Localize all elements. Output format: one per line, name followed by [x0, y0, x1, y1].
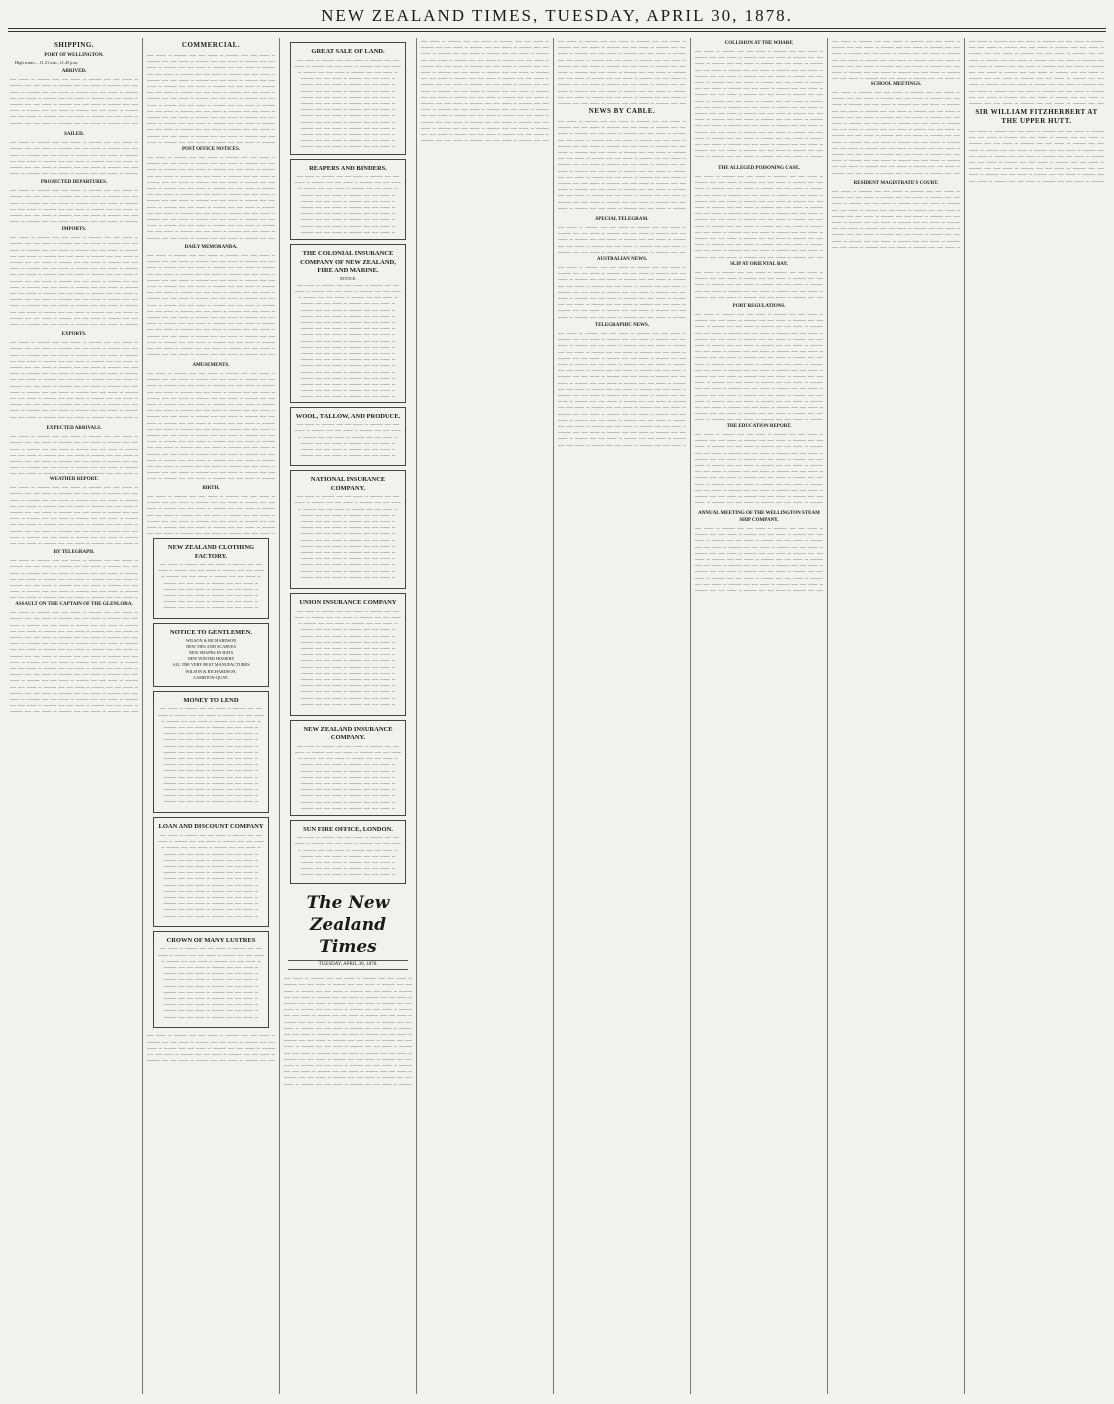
filler-text: ▬▬ ▬▬▬ ▬ ▬▬▬▬ ▬▬ ▬▬ ▬▬▬ ▬ ▬▬▬▬ ▬▬ ▬▬ ▬▬▬ ▬ ▬▬▬▬ ▬▬ ▬▬ ▬▬▬ ▬ ▬▬▬▬ ▬▬ ▬▬ ▬▬▬ ▬ ▬▬▬▬ ▬▬ ▬▬ ▬▬▬ ▬ ▬▬▬▬ ▬▬ ▬▬ ▬▬▬ ▬ ▬▬▬▬ ▬▬ ▬▬ ▬▬▬ ▬ ▬▬▬▬ ▬▬ ▬▬ ▬▬▬ ▬ ▬▬▬▬ ▬▬ ▬▬ ▬▬▬ ▬ ▬▬▬▬ ▬▬ ▬▬ ▬▬▬ ▬ ▬▬▬▬ ▬▬ ▬▬ ▬▬▬ ▬ ▬▬▬▬ ▬▬ ▬▬ ▬▬▬ ▬ ▬▬▬▬ ▬▬ ▬▬ ▬▬▬ ▬ ▬▬▬▬ ▬▬ ▬▬ ▬▬▬ ▬ ▬▬▬▬ ▬▬ ▬▬ ▬▬▬ ▬ ▬▬▬▬ ▬▬ ▬▬ ▬▬▬ ▬ ▬▬▬▬ ▬▬ ▬▬ ▬▬▬ ▬ ▬▬▬▬ ▬▬ ▬▬ ▬▬▬ ▬ ▬▬▬▬ ▬▬ ▬▬ ▬▬▬ ▬ ▬▬▬▬ ▬▬ ▬▬ ▬▬▬ ▬ ▬▬▬▬ ▬▬ ▬▬ ▬▬▬ ▬ ▬▬▬▬ ▬▬ ▬▬ ▬▬▬ ▬ ▬▬▬▬ ▬▬ ▬▬ ▬▬▬ ▬ ▬▬▬▬ ▬▬ ▬▬ ▬▬▬ ▬ ▬▬▬▬ ▬▬ ▬▬ ▬▬▬ ▬ ▬▬▬▬ ▬▬ ▬▬ ▬▬▬ ▬: [832, 189, 960, 249]
filler-text: ▬▬ ▬▬▬ ▬ ▬▬▬▬ ▬▬ ▬▬ ▬▬▬ ▬ ▬▬▬▬ ▬▬ ▬▬ ▬▬▬ ▬ ▬▬▬▬ ▬▬ ▬▬ ▬▬▬ ▬ ▬▬▬▬ ▬▬ ▬▬ ▬▬▬ ▬ ▬▬▬▬ ▬▬ ▬▬ ▬▬▬ ▬ ▬▬▬▬ ▬▬ ▬▬ ▬▬▬ ▬ ▬▬▬▬ ▬▬ ▬▬ ▬▬▬ ▬ ▬▬▬▬ ▬▬ ▬▬ ▬▬▬ ▬ ▬▬▬▬ ▬▬ ▬▬ ▬▬▬ ▬ ▬▬▬▬ ▬▬ ▬▬ ▬▬▬ ▬ ▬▬▬▬ ▬▬ ▬▬ ▬▬▬ ▬ ▬▬▬▬ ▬▬ ▬▬ ▬▬▬ ▬ ▬▬▬▬ ▬▬ ▬▬ ▬▬▬ ▬ ▬▬▬▬ ▬▬ ▬▬ ▬▬▬ ▬ ▬▬▬▬ ▬▬ ▬▬ ▬▬▬ ▬ ▬▬▬▬ ▬▬ ▬▬ ▬▬▬ ▬ ▬▬▬▬ ▬▬ ▬▬ ▬▬▬ ▬ ▬▬▬▬ ▬▬ ▬▬ ▬▬▬ ▬ ▬▬▬▬ ▬▬ ▬▬ ▬▬▬ ▬ ▬▬▬▬ ▬▬ ▬▬ ▬▬▬ ▬: [295, 174, 401, 234]
shipping-heading: SHIPPING.: [53, 41, 95, 49]
filler-text: ▬▬ ▬▬▬ ▬ ▬▬▬▬ ▬▬ ▬▬ ▬▬▬ ▬ ▬▬▬▬ ▬▬ ▬▬ ▬▬▬ ▬ ▬▬▬▬ ▬▬ ▬▬ ▬▬▬ ▬ ▬▬▬▬ ▬▬ ▬▬ ▬▬▬ ▬ ▬▬▬▬ ▬▬ ▬▬ ▬▬▬ ▬ ▬▬▬▬ ▬▬ ▬▬ ▬▬▬ ▬ ▬▬▬▬ ▬▬ ▬▬ ▬▬▬ ▬ ▬▬▬▬ ▬▬ ▬▬ ▬▬▬ ▬ ▬▬▬▬ ▬▬ ▬▬ ▬▬▬ ▬ ▬▬▬▬ ▬▬ ▬▬ ▬▬▬ ▬ ▬▬▬▬ ▬▬ ▬▬ ▬▬▬ ▬ ▬▬▬▬ ▬▬ ▬▬ ▬▬▬ ▬ ▬▬▬▬ ▬▬ ▬▬ ▬▬▬ ▬ ▬▬▬▬ ▬▬ ▬▬ ▬▬▬ ▬ ▬▬▬▬ ▬▬ ▬▬ ▬▬▬ ▬ ▬▬▬▬ ▬▬ ▬▬ ▬▬▬ ▬ ▬▬▬▬ ▬▬ ▬▬ ▬▬▬ ▬ ▬▬▬▬ ▬▬ ▬▬ ▬▬▬ ▬ ▬▬▬▬ ▬▬ ▬▬ ▬▬▬ ▬ ▬▬▬▬ ▬▬ ▬▬ ▬▬▬ ▬ ▬▬▬▬ ▬▬ ▬▬ ▬▬▬ ▬ ▬▬▬▬ ▬▬ ▬▬ ▬▬▬ ▬ ▬▬▬▬ ▬▬ ▬▬ ▬▬▬ ▬ ▬▬▬▬ ▬▬ ▬▬ ▬▬▬ ▬ ▬▬▬▬ ▬▬ ▬▬ ▬▬▬ ▬ ▬▬▬▬ ▬▬ ▬▬ ▬▬▬ ▬ ▬▬▬▬ ▬▬ ▬▬ ▬▬▬ ▬ ▬▬▬▬ ▬▬ ▬▬ ▬▬▬ ▬ ▬▬▬▬ ▬▬ ▬▬ ▬▬▬ ▬ ▬▬▬▬ ▬▬ ▬▬ ▬▬▬ ▬ ▬▬▬▬ ▬▬ ▬▬ ▬▬▬ ▬ ▬▬▬▬ ▬▬ ▬▬ ▬▬▬ ▬ ▬▬▬▬ ▬▬ ▬▬ ▬▬▬ ▬ ▬▬▬▬ ▬▬ ▬▬ ▬▬▬ ▬ ▬▬▬▬ ▬▬ ▬▬ ▬▬▬ ▬ ▬▬▬▬ ▬▬ ▬▬ ▬▬▬ ▬ ▬▬▬▬ ▬▬ ▬▬ ▬▬▬ ▬ ▬▬▬▬ ▬▬ ▬▬ ▬▬▬ ▬ ▬▬▬▬ ▬▬ ▬▬ ▬▬▬ ▬ ▬▬▬▬ ▬▬ ▬▬ ▬▬▬ ▬ ▬▬▬▬ ▬▬ ▬▬ ▬▬▬ ▬ ▬▬▬▬ ▬▬ ▬▬ ▬▬▬ ▬ ▬▬▬▬ ▬▬ ▬▬ ▬▬▬ ▬ ▬▬▬▬ ▬▬ ▬▬ ▬▬▬ ▬ ▬▬▬▬ ▬▬ ▬▬: [147, 253, 275, 357]
crown-lustres-ad: [153, 931, 269, 1029]
column-political: [969, 38, 1104, 1394]
filler-text: ▬▬ ▬▬▬ ▬ ▬▬▬▬ ▬▬ ▬▬ ▬▬▬ ▬ ▬▬▬▬ ▬▬ ▬▬ ▬▬▬ ▬ ▬▬▬▬ ▬▬ ▬▬ ▬▬▬ ▬ ▬▬▬▬ ▬▬ ▬▬ ▬▬▬ ▬ ▬▬▬▬ ▬▬ ▬▬ ▬▬▬ ▬ ▬▬▬▬ ▬▬ ▬▬ ▬▬▬ ▬ ▬▬▬▬ ▬▬ ▬▬ ▬▬▬ ▬ ▬▬▬▬ ▬▬ ▬▬ ▬▬▬ ▬ ▬▬▬▬ ▬▬ ▬▬ ▬▬▬ ▬ ▬▬▬▬ ▬▬ ▬▬ ▬▬▬ ▬ ▬▬▬▬ ▬▬ ▬▬ ▬▬▬ ▬ ▬▬▬▬ ▬▬ ▬▬ ▬▬▬ ▬ ▬▬▬▬ ▬▬ ▬▬ ▬▬▬ ▬ ▬▬▬▬ ▬▬ ▬▬ ▬▬▬ ▬ ▬▬▬▬ ▬▬ ▬▬ ▬▬▬ ▬ ▬▬▬▬ ▬▬ ▬▬ ▬▬▬ ▬ ▬▬▬▬ ▬▬ ▬▬ ▬▬▬ ▬ ▬▬▬▬ ▬▬ ▬▬ ▬▬▬ ▬ ▬▬▬▬ ▬▬ ▬▬ ▬▬▬ ▬ ▬▬▬▬ ▬▬ ▬▬ ▬▬▬ ▬ ▬▬▬▬ ▬▬ ▬▬ ▬▬▬ ▬ ▬▬▬▬ ▬▬ ▬▬ ▬▬▬ ▬: [295, 743, 401, 810]
ad-title: WOOL, TALLOW, AND PRODUCE.: [295, 412, 401, 420]
filler-text: ▬▬ ▬▬▬ ▬ ▬▬▬▬ ▬▬ ▬▬ ▬▬▬ ▬ ▬▬▬▬ ▬▬ ▬▬ ▬▬▬ ▬ ▬▬▬▬ ▬▬ ▬▬ ▬▬▬ ▬ ▬▬▬▬ ▬▬ ▬▬ ▬▬▬ ▬ ▬▬▬▬ ▬▬ ▬▬ ▬▬▬ ▬ ▬▬▬▬ ▬▬ ▬▬ ▬▬▬ ▬ ▬▬▬▬ ▬▬ ▬▬ ▬▬▬ ▬ ▬▬▬▬ ▬▬ ▬▬ ▬▬▬ ▬ ▬▬▬▬ ▬▬ ▬▬ ▬▬▬ ▬ ▬▬▬▬ ▬▬ ▬▬ ▬▬▬ ▬ ▬▬▬▬ ▬▬ ▬▬ ▬▬▬ ▬ ▬▬▬▬ ▬▬ ▬▬ ▬▬▬ ▬ ▬▬▬▬ ▬▬ ▬▬: [558, 225, 686, 254]
filler-text: ▬▬ ▬▬▬ ▬ ▬▬▬▬ ▬▬ ▬▬ ▬▬▬ ▬ ▬▬▬▬ ▬▬ ▬▬ ▬▬▬ ▬ ▬▬▬▬ ▬▬ ▬▬ ▬▬▬ ▬ ▬▬▬▬ ▬▬ ▬▬ ▬▬▬ ▬ ▬▬▬▬ ▬▬ ▬▬ ▬▬▬ ▬ ▬▬▬▬ ▬▬ ▬▬ ▬▬▬ ▬ ▬▬▬▬ ▬▬ ▬▬ ▬▬▬ ▬ ▬▬▬▬ ▬▬ ▬▬ ▬▬▬ ▬ ▬▬▬▬ ▬▬ ▬▬ ▬▬▬ ▬ ▬▬▬▬ ▬▬ ▬▬ ▬▬▬ ▬ ▬▬▬▬ ▬▬ ▬▬ ▬▬▬ ▬ ▬▬▬▬ ▬▬ ▬▬ ▬▬▬ ▬ ▬▬▬▬ ▬▬ ▬▬ ▬▬▬ ▬ ▬▬▬▬ ▬▬ ▬▬ ▬▬▬ ▬ ▬▬▬▬ ▬▬ ▬▬ ▬▬▬ ▬ ▬▬▬▬ ▬▬ ▬▬ ▬▬▬ ▬ ▬▬▬▬ ▬▬ ▬▬ ▬▬▬ ▬ ▬▬▬▬ ▬▬ ▬▬ ▬▬▬ ▬ ▬▬▬▬ ▬▬ ▬▬ ▬▬▬ ▬ ▬▬▬▬ ▬▬ ▬▬ ▬▬▬ ▬ ▬▬▬▬ ▬▬ ▬▬ ▬▬▬ ▬ ▬▬▬▬ ▬▬ ▬▬ ▬▬▬ ▬ ▬▬▬▬ ▬▬ ▬▬ ▬▬▬ ▬ ▬▬▬▬ ▬▬ ▬▬ ▬▬▬ ▬ ▬▬▬▬ ▬▬ ▬▬ ▬▬▬ ▬ ▬▬▬▬ ▬▬ ▬▬ ▬▬▬ ▬ ▬▬▬▬ ▬▬ ▬▬ ▬▬▬ ▬ ▬▬▬▬ ▬▬ ▬▬ ▬▬▬ ▬ ▬▬▬▬ ▬▬ ▬▬ ▬▬▬ ▬ ▬▬▬▬ ▬▬ ▬▬ ▬▬▬ ▬ ▬▬▬▬ ▬▬ ▬▬ ▬▬▬ ▬ ▬▬▬▬ ▬▬ ▬▬ ▬▬▬ ▬ ▬▬▬▬ ▬▬ ▬▬ ▬▬▬ ▬ ▬▬▬▬ ▬▬ ▬▬ ▬▬▬ ▬ ▬▬▬▬ ▬▬ ▬▬ ▬▬▬ ▬ ▬▬▬▬ ▬▬ ▬▬ ▬▬▬ ▬ ▬▬▬▬ ▬▬ ▬▬ ▬▬▬ ▬ ▬▬▬▬ ▬▬ ▬▬ ▬▬▬ ▬ ▬▬▬▬ ▬▬ ▬▬ ▬▬▬ ▬ ▬▬▬▬ ▬▬ ▬▬ ▬▬▬ ▬ ▬▬▬▬ ▬▬ ▬▬ ▬▬▬ ▬ ▬▬▬▬ ▬▬ ▬▬ ▬▬▬ ▬ ▬▬▬▬ ▬▬ ▬▬ ▬▬▬ ▬ ▬▬▬▬ ▬▬ ▬▬ ▬▬▬ ▬ ▬▬▬▬ ▬▬ ▬▬: [421, 39, 549, 143]
filler-text: ▬▬ ▬▬▬ ▬ ▬▬▬▬ ▬▬ ▬▬ ▬▬▬ ▬ ▬▬▬▬ ▬▬ ▬▬ ▬▬▬ ▬ ▬▬▬▬ ▬▬ ▬▬ ▬▬▬ ▬ ▬▬▬▬ ▬▬ ▬▬ ▬▬▬ ▬ ▬▬▬▬ ▬▬ ▬▬ ▬▬▬ ▬ ▬▬▬▬ ▬▬ ▬▬ ▬▬▬ ▬ ▬▬▬▬ ▬▬ ▬▬ ▬▬▬ ▬ ▬▬▬▬ ▬▬ ▬▬ ▬▬▬ ▬ ▬▬▬▬ ▬▬ ▬▬ ▬▬▬ ▬ ▬▬▬▬ ▬▬ ▬▬ ▬▬▬ ▬ ▬▬▬▬ ▬▬ ▬▬ ▬▬▬ ▬ ▬▬▬▬ ▬▬ ▬▬ ▬▬▬ ▬ ▬▬▬▬ ▬▬ ▬▬ ▬▬▬ ▬ ▬▬▬▬ ▬▬ ▬▬ ▬▬▬ ▬ ▬▬▬▬ ▬▬ ▬▬ ▬▬▬ ▬ ▬▬▬▬ ▬▬ ▬▬ ▬▬▬ ▬ ▬▬▬▬ ▬▬ ▬▬ ▬▬▬ ▬ ▬▬▬▬ ▬▬ ▬▬ ▬▬▬ ▬ ▬▬▬▬ ▬▬ ▬▬ ▬▬▬ ▬ ▬▬▬▬ ▬▬ ▬▬ ▬▬▬ ▬ ▬▬▬▬ ▬▬ ▬▬ ▬▬▬ ▬ ▬▬▬▬ ▬▬ ▬▬ ▬▬▬ ▬ ▬▬▬▬ ▬▬ ▬▬ ▬▬▬ ▬ ▬▬▬▬ ▬▬ ▬▬ ▬▬▬ ▬ ▬▬▬▬ ▬▬ ▬▬ ▬▬▬ ▬ ▬▬▬▬ ▬▬ ▬▬ ▬▬▬ ▬ ▬▬▬▬ ▬▬ ▬▬ ▬▬▬ ▬ ▬▬▬▬ ▬▬ ▬▬ ▬▬▬ ▬ ▬▬▬▬ ▬▬ ▬▬ ▬▬▬ ▬ ▬▬▬▬ ▬▬ ▬▬ ▬▬▬ ▬ ▬▬▬▬ ▬▬ ▬▬ ▬▬▬ ▬ ▬▬▬▬ ▬▬ ▬▬ ▬▬▬ ▬ ▬▬▬▬ ▬▬ ▬▬ ▬▬▬ ▬ ▬▬▬▬ ▬▬ ▬▬ ▬▬▬ ▬ ▬▬▬▬ ▬▬ ▬▬ ▬▬▬ ▬ ▬▬▬▬ ▬▬ ▬▬ ▬▬▬ ▬ ▬▬▬▬ ▬▬ ▬▬ ▬▬▬ ▬ ▬▬▬▬ ▬▬ ▬▬ ▬▬▬ ▬ ▬▬▬▬ ▬▬ ▬▬ ▬▬▬ ▬ ▬▬▬▬ ▬▬ ▬▬ ▬▬▬ ▬ ▬▬▬▬ ▬▬ ▬▬ ▬▬▬ ▬ ▬▬▬▬ ▬▬ ▬▬ ▬▬▬ ▬ ▬▬▬▬ ▬▬ ▬▬ ▬▬▬ ▬ ▬▬▬▬ ▬▬ ▬▬ ▬▬▬ ▬ ▬▬▬▬ ▬▬ ▬▬ ▬▬▬ ▬ ▬▬▬▬ ▬▬ ▬▬ ▬▬▬ ▬ ▬▬▬▬ ▬▬ ▬▬ ▬▬▬ ▬ ▬▬▬▬: [147, 371, 275, 481]
ad-title: REAPERS AND BINDERS.: [309, 164, 387, 172]
filler-text: ▬▬ ▬▬▬ ▬ ▬▬▬▬ ▬▬ ▬▬ ▬▬▬ ▬ ▬▬▬▬ ▬▬ ▬▬ ▬▬▬ ▬ ▬▬▬▬ ▬▬ ▬▬ ▬▬▬ ▬ ▬▬▬▬ ▬▬ ▬▬ ▬▬▬ ▬ ▬▬▬▬ ▬▬ ▬▬ ▬▬▬ ▬ ▬▬▬▬ ▬▬ ▬▬ ▬▬▬ ▬ ▬▬▬▬ ▬▬ ▬▬ ▬▬▬ ▬ ▬▬▬▬ ▬▬ ▬▬ ▬▬▬ ▬ ▬▬▬▬ ▬▬ ▬▬ ▬▬▬ ▬ ▬▬▬▬ ▬▬ ▬▬ ▬▬▬ ▬ ▬▬▬▬ ▬▬ ▬▬ ▬▬▬ ▬ ▬▬▬▬ ▬▬ ▬▬ ▬▬▬ ▬ ▬▬▬▬ ▬▬ ▬▬ ▬▬▬ ▬ ▬▬▬▬ ▬▬ ▬▬ ▬▬▬ ▬ ▬▬▬▬ ▬▬ ▬▬ ▬▬▬ ▬ ▬▬▬▬ ▬▬ ▬▬ ▬▬▬ ▬ ▬▬▬▬ ▬▬ ▬▬ ▬▬▬ ▬ ▬▬▬▬ ▬▬ ▬▬ ▬▬▬ ▬: [10, 558, 138, 600]
clothing-factory-ad: [153, 538, 269, 619]
filler-text: ▬▬ ▬▬▬ ▬ ▬▬▬▬ ▬▬ ▬▬ ▬▬▬ ▬ ▬▬▬▬ ▬▬ ▬▬ ▬▬▬ ▬ ▬▬▬▬ ▬▬ ▬▬ ▬▬▬ ▬ ▬▬▬▬ ▬▬ ▬▬ ▬▬▬ ▬ ▬▬▬▬ ▬▬ ▬▬ ▬▬▬ ▬ ▬▬▬▬ ▬▬ ▬▬ ▬▬▬ ▬ ▬▬▬▬ ▬▬ ▬▬ ▬▬▬ ▬ ▬▬▬▬ ▬▬ ▬▬ ▬▬▬ ▬ ▬▬▬▬ ▬▬ ▬▬ ▬▬▬ ▬ ▬▬▬▬ ▬▬ ▬▬ ▬▬▬ ▬ ▬▬▬▬ ▬▬ ▬▬ ▬▬▬ ▬ ▬▬▬▬ ▬▬ ▬▬ ▬▬▬ ▬ ▬▬▬▬ ▬▬ ▬▬ ▬▬▬ ▬ ▬▬▬▬ ▬▬ ▬▬ ▬▬▬ ▬ ▬▬▬▬ ▬▬ ▬▬ ▬▬▬ ▬ ▬▬▬▬ ▬▬ ▬▬ ▬▬▬ ▬ ▬▬▬▬ ▬▬ ▬▬ ▬▬▬ ▬ ▬▬▬▬ ▬▬ ▬▬ ▬▬▬ ▬ ▬▬▬▬ ▬▬ ▬▬ ▬▬▬ ▬ ▬▬▬▬ ▬▬ ▬▬ ▬▬▬ ▬ ▬▬▬▬ ▬▬ ▬▬ ▬▬▬ ▬ ▬▬▬▬ ▬▬ ▬▬ ▬▬▬ ▬ ▬▬▬▬ ▬▬ ▬▬ ▬▬▬ ▬ ▬▬▬▬ ▬▬ ▬▬ ▬▬▬ ▬ ▬▬▬▬ ▬▬ ▬▬ ▬▬▬ ▬ ▬▬▬▬ ▬▬ ▬▬ ▬▬▬ ▬ ▬▬▬▬ ▬▬ ▬▬ ▬▬▬ ▬ ▬▬▬▬ ▬▬ ▬▬ ▬▬▬ ▬ ▬▬▬▬ ▬▬ ▬▬ ▬▬▬ ▬ ▬▬▬▬ ▬▬ ▬▬ ▬▬▬ ▬ ▬▬▬▬ ▬▬ ▬▬ ▬▬▬ ▬ ▬▬▬▬ ▬▬ ▬▬ ▬▬▬ ▬ ▬▬▬▬ ▬▬ ▬▬ ▬▬▬ ▬ ▬▬▬▬ ▬▬ ▬▬ ▬▬▬ ▬ ▬▬▬▬ ▬▬ ▬▬ ▬▬▬ ▬ ▬▬▬▬ ▬▬ ▬▬ ▬▬▬ ▬ ▬▬▬▬ ▬▬ ▬▬ ▬▬▬ ▬ ▬▬▬▬ ▬▬ ▬▬ ▬▬▬ ▬ ▬▬▬▬ ▬▬ ▬▬ ▬▬▬ ▬ ▬▬▬▬ ▬▬ ▬▬ ▬▬▬ ▬ ▬▬▬▬ ▬▬ ▬▬ ▬▬▬ ▬ ▬▬▬▬ ▬▬ ▬▬ ▬▬▬ ▬ ▬▬▬▬ ▬▬ ▬▬ ▬▬▬ ▬ ▬▬▬▬ ▬▬ ▬▬ ▬▬▬ ▬ ▬▬▬▬ ▬▬ ▬▬ ▬▬▬ ▬ ▬▬▬▬ ▬▬ ▬▬ ▬▬▬ ▬ ▬▬▬▬ ▬▬ ▬▬ ▬▬▬ ▬ ▬▬▬▬ ▬▬ ▬▬ ▬▬▬ ▬ ▬▬▬▬ ▬▬ ▬▬ ▬▬▬ ▬ ▬▬▬▬ ▬▬ ▬▬ ▬▬▬ ▬: [695, 49, 823, 163]
filler-text: ▬▬ ▬▬▬ ▬ ▬▬▬▬ ▬▬ ▬▬ ▬▬▬ ▬ ▬▬▬▬ ▬▬ ▬▬ ▬▬▬ ▬ ▬▬▬▬ ▬▬ ▬▬ ▬▬▬ ▬ ▬▬▬▬ ▬▬ ▬▬ ▬▬▬ ▬ ▬▬▬▬ ▬▬ ▬▬ ▬▬▬ ▬ ▬▬▬▬ ▬▬ ▬▬ ▬▬▬ ▬ ▬▬▬▬ ▬▬ ▬▬ ▬▬▬ ▬ ▬▬▬▬ ▬▬ ▬▬ ▬▬▬ ▬ ▬▬▬▬ ▬▬ ▬▬ ▬▬▬ ▬ ▬▬▬▬ ▬▬ ▬▬ ▬▬▬ ▬ ▬▬▬▬ ▬▬ ▬▬ ▬▬▬ ▬ ▬▬▬▬ ▬▬ ▬▬ ▬▬▬ ▬ ▬▬▬▬ ▬▬ ▬▬ ▬▬▬ ▬ ▬▬▬▬ ▬▬ ▬▬ ▬▬▬ ▬ ▬▬▬▬ ▬▬ ▬▬ ▬▬▬ ▬ ▬▬▬▬ ▬▬ ▬▬ ▬▬▬ ▬ ▬▬▬▬ ▬▬ ▬▬ ▬▬▬ ▬ ▬▬▬▬ ▬▬ ▬▬ ▬▬▬ ▬ ▬▬▬▬ ▬▬ ▬▬ ▬▬▬ ▬ ▬▬▬▬ ▬▬ ▬▬ ▬▬▬ ▬ ▬▬▬▬ ▬▬ ▬▬ ▬▬▬ ▬ ▬▬▬▬ ▬▬ ▬▬ ▬▬▬ ▬ ▬▬▬▬ ▬▬ ▬▬ ▬▬▬ ▬ ▬▬▬▬ ▬▬ ▬▬ ▬▬▬ ▬ ▬▬▬▬ ▬▬ ▬▬ ▬▬▬ ▬ ▬▬▬▬ ▬▬ ▬▬ ▬▬▬ ▬ ▬▬▬▬ ▬▬ ▬▬ ▬▬▬ ▬ ▬▬▬▬ ▬▬ ▬▬ ▬▬▬ ▬ ▬▬▬▬ ▬▬ ▬▬ ▬▬▬ ▬ ▬▬▬▬ ▬▬ ▬▬ ▬▬▬ ▬ ▬▬▬▬ ▬▬ ▬▬ ▬▬▬ ▬ ▬▬▬▬ ▬▬ ▬▬ ▬▬▬ ▬: [295, 608, 401, 706]
ad-title: CROWN OF MANY LUSTRES: [166, 936, 256, 944]
section-subhead: COLLISION AT THE WHARF.: [724, 41, 794, 46]
filler-text: ▬▬ ▬▬▬ ▬ ▬▬▬▬ ▬▬ ▬▬ ▬▬▬ ▬ ▬▬▬▬ ▬▬ ▬▬ ▬▬▬ ▬ ▬▬▬▬ ▬▬ ▬▬ ▬▬▬ ▬ ▬▬▬▬ ▬▬ ▬▬ ▬▬▬ ▬ ▬▬▬▬ ▬▬ ▬▬ ▬▬▬ ▬ ▬▬▬▬ ▬▬ ▬▬ ▬▬▬ ▬ ▬▬▬▬ ▬▬ ▬▬ ▬▬▬ ▬ ▬▬▬▬ ▬▬ ▬▬ ▬▬▬ ▬ ▬▬▬▬ ▬▬ ▬▬ ▬▬▬ ▬ ▬▬▬▬ ▬▬ ▬▬ ▬▬▬ ▬ ▬▬▬▬ ▬▬ ▬▬ ▬▬▬ ▬ ▬▬▬▬ ▬▬ ▬▬ ▬▬▬ ▬ ▬▬▬▬ ▬▬ ▬▬ ▬▬▬ ▬ ▬▬▬▬ ▬▬ ▬▬ ▬▬▬ ▬ ▬▬▬▬ ▬▬ ▬▬ ▬▬▬ ▬ ▬▬▬▬ ▬▬ ▬▬ ▬▬▬ ▬ ▬▬▬▬ ▬▬ ▬▬ ▬▬▬ ▬ ▬▬▬▬ ▬▬ ▬▬ ▬▬▬ ▬ ▬▬▬▬ ▬▬ ▬▬ ▬▬▬ ▬ ▬▬▬▬ ▬▬ ▬▬ ▬▬▬ ▬ ▬▬▬▬ ▬▬ ▬▬ ▬▬▬ ▬ ▬▬▬▬ ▬▬ ▬▬ ▬▬▬ ▬ ▬▬▬▬ ▬▬ ▬▬ ▬▬▬ ▬ ▬▬▬▬ ▬▬ ▬▬ ▬▬▬ ▬ ▬▬▬▬ ▬▬ ▬▬ ▬▬▬ ▬ ▬▬▬▬ ▬▬ ▬▬ ▬▬▬ ▬: [10, 485, 138, 546]
filler-text: ▬▬ ▬▬▬ ▬ ▬▬▬▬ ▬▬ ▬▬ ▬▬▬ ▬ ▬▬▬▬ ▬▬ ▬▬ ▬▬▬ ▬ ▬▬▬▬ ▬▬ ▬▬ ▬▬▬ ▬ ▬▬▬▬ ▬▬ ▬▬ ▬▬▬ ▬ ▬▬▬▬ ▬▬ ▬▬ ▬▬▬ ▬ ▬▬▬▬ ▬▬ ▬▬ ▬▬▬ ▬ ▬▬▬▬ ▬▬ ▬▬ ▬▬▬ ▬ ▬▬▬▬ ▬▬ ▬▬ ▬▬▬ ▬ ▬▬▬▬ ▬▬ ▬▬ ▬▬▬ ▬ ▬▬▬▬ ▬▬ ▬▬ ▬▬▬ ▬ ▬▬▬▬ ▬▬ ▬▬ ▬▬▬ ▬ ▬▬▬▬ ▬▬ ▬▬ ▬▬▬ ▬ ▬▬▬▬ ▬▬ ▬▬ ▬▬▬ ▬ ▬▬▬▬ ▬▬ ▬▬ ▬▬▬ ▬ ▬▬▬▬ ▬▬ ▬▬ ▬▬▬ ▬ ▬▬▬▬ ▬▬ ▬▬ ▬▬▬ ▬ ▬▬▬▬ ▬▬ ▬▬ ▬▬▬ ▬ ▬▬▬▬ ▬▬ ▬▬ ▬▬▬ ▬ ▬▬▬▬ ▬▬ ▬▬ ▬▬▬ ▬ ▬▬▬▬ ▬▬ ▬▬ ▬▬▬ ▬ ▬▬▬▬ ▬▬ ▬▬ ▬▬▬ ▬ ▬▬▬▬ ▬▬ ▬▬ ▬▬▬ ▬ ▬▬▬▬ ▬▬ ▬▬ ▬▬▬ ▬ ▬▬▬▬ ▬▬ ▬▬ ▬▬▬ ▬ ▬▬▬▬ ▬▬ ▬▬ ▬▬▬ ▬ ▬▬▬▬ ▬▬ ▬▬ ▬▬▬ ▬ ▬▬▬▬ ▬▬ ▬▬ ▬▬▬ ▬ ▬▬▬▬ ▬▬ ▬▬ ▬▬▬ ▬ ▬▬▬▬ ▬▬ ▬▬ ▬▬▬ ▬ ▬▬▬▬ ▬▬ ▬▬ ▬▬▬ ▬ ▬▬▬▬ ▬▬ ▬▬ ▬▬▬ ▬ ▬▬▬▬ ▬▬ ▬▬ ▬▬▬ ▬ ▬▬▬▬ ▬▬ ▬▬ ▬▬▬ ▬ ▬▬▬▬ ▬▬ ▬▬ ▬▬▬ ▬ ▬▬▬▬ ▬▬ ▬▬ ▬▬▬ ▬ ▬▬▬▬ ▬▬ ▬▬ ▬▬▬ ▬ ▬▬▬▬ ▬▬ ▬▬ ▬▬▬ ▬ ▬▬▬▬ ▬▬ ▬▬ ▬▬▬ ▬ ▬▬▬▬ ▬▬ ▬▬ ▬▬▬ ▬ ▬▬▬▬ ▬▬ ▬▬ ▬▬▬ ▬ ▬▬▬▬ ▬▬ ▬▬ ▬▬▬ ▬ ▬▬▬▬ ▬▬ ▬▬ ▬▬▬ ▬ ▬▬▬▬ ▬▬ ▬▬ ▬▬▬ ▬ ▬▬▬▬ ▬▬ ▬▬ ▬▬▬ ▬ ▬▬▬▬ ▬▬ ▬▬: [10, 610, 138, 714]
filler-text: ▬▬ ▬▬▬ ▬ ▬▬▬▬ ▬▬ ▬▬ ▬▬▬ ▬ ▬▬▬▬ ▬▬ ▬▬ ▬▬▬ ▬ ▬▬▬▬ ▬▬ ▬▬ ▬▬▬ ▬ ▬▬▬▬ ▬▬ ▬▬ ▬▬▬ ▬ ▬▬▬▬ ▬▬ ▬▬ ▬▬▬ ▬ ▬▬▬▬ ▬▬ ▬▬ ▬▬▬ ▬ ▬▬▬▬ ▬▬ ▬▬ ▬▬▬ ▬ ▬▬▬▬ ▬▬ ▬▬ ▬▬▬ ▬ ▬▬▬▬ ▬▬ ▬▬ ▬▬▬ ▬ ▬▬▬▬ ▬▬ ▬▬ ▬▬▬ ▬ ▬▬▬▬ ▬▬ ▬▬ ▬▬▬ ▬ ▬▬▬▬ ▬▬ ▬▬ ▬▬▬ ▬ ▬▬▬▬ ▬▬ ▬▬ ▬▬▬ ▬ ▬▬▬▬ ▬▬ ▬▬ ▬▬▬ ▬ ▬▬▬▬ ▬▬ ▬▬ ▬▬▬ ▬ ▬▬▬▬ ▬▬ ▬▬ ▬▬▬ ▬ ▬▬▬▬ ▬▬ ▬▬ ▬▬▬ ▬ ▬▬▬▬ ▬▬ ▬▬ ▬▬▬ ▬ ▬▬▬▬ ▬▬ ▬▬ ▬▬▬ ▬ ▬▬▬▬ ▬▬ ▬▬ ▬▬▬ ▬ ▬▬▬▬ ▬▬ ▬▬ ▬▬▬ ▬ ▬▬▬▬ ▬▬ ▬▬ ▬▬▬ ▬ ▬▬▬▬ ▬▬ ▬▬ ▬▬▬ ▬ ▬▬▬▬ ▬▬ ▬▬ ▬▬▬ ▬ ▬▬▬▬ ▬▬ ▬▬ ▬▬▬ ▬ ▬▬▬▬ ▬▬ ▬▬ ▬▬▬ ▬ ▬▬▬▬ ▬▬ ▬▬ ▬▬▬ ▬ ▬▬▬▬ ▬▬ ▬▬ ▬▬▬ ▬ ▬▬▬▬ ▬▬ ▬▬ ▬▬▬ ▬ ▬▬▬▬ ▬▬ ▬▬ ▬▬▬ ▬ ▬▬▬▬ ▬▬ ▬▬ ▬▬▬ ▬ ▬▬▬▬ ▬▬ ▬▬ ▬▬▬ ▬ ▬▬▬▬ ▬▬ ▬▬ ▬▬▬ ▬ ▬▬▬▬ ▬▬ ▬▬ ▬▬▬ ▬ ▬▬▬▬ ▬▬ ▬▬ ▬▬▬ ▬ ▬▬▬▬ ▬▬ ▬▬ ▬▬▬ ▬ ▬▬▬▬ ▬▬ ▬▬ ▬▬▬ ▬ ▬▬▬▬ ▬▬ ▬▬ ▬▬▬ ▬ ▬▬▬▬ ▬▬ ▬▬ ▬▬▬ ▬ ▬▬▬▬ ▬▬ ▬▬ ▬▬▬ ▬ ▬▬▬▬ ▬▬ ▬▬ ▬▬▬ ▬ ▬▬▬▬ ▬▬ ▬▬ ▬▬▬ ▬ ▬▬▬▬ ▬▬ ▬▬ ▬▬▬ ▬ ▬▬▬▬ ▬▬ ▬▬ ▬▬▬ ▬ ▬▬▬▬ ▬▬ ▬▬ ▬▬▬ ▬ ▬▬▬▬ ▬▬ ▬▬ ▬▬▬ ▬ ▬▬▬▬ ▬▬ ▬▬ ▬▬▬ ▬ ▬▬▬▬: [284, 976, 412, 1086]
newspaper-title: The New Zealand Times: [306, 893, 390, 958]
section-subhead: SLIP AT ORIENTAL BAY.: [730, 262, 788, 267]
section-subhead: DAILY MEMORANDA.: [184, 245, 238, 250]
filler-text: ▬▬ ▬▬▬ ▬ ▬▬▬▬ ▬▬ ▬▬ ▬▬▬ ▬ ▬▬▬▬ ▬▬ ▬▬ ▬▬▬ ▬ ▬▬▬▬ ▬▬ ▬▬ ▬▬▬ ▬ ▬▬▬▬ ▬▬ ▬▬ ▬▬▬ ▬ ▬▬▬▬ ▬▬ ▬▬ ▬▬▬ ▬ ▬▬▬▬ ▬▬ ▬▬ ▬▬▬ ▬ ▬▬▬▬ ▬▬ ▬▬ ▬▬▬ ▬ ▬▬▬▬ ▬▬ ▬▬ ▬▬▬ ▬ ▬▬▬▬ ▬▬ ▬▬ ▬▬▬ ▬ ▬▬▬▬ ▬▬ ▬▬ ▬▬▬ ▬ ▬▬▬▬ ▬▬ ▬▬ ▬▬▬ ▬ ▬▬▬▬ ▬▬ ▬▬ ▬▬▬ ▬ ▬▬▬▬ ▬▬ ▬▬ ▬▬▬ ▬ ▬▬▬▬ ▬▬ ▬▬ ▬▬▬ ▬ ▬▬▬▬ ▬▬ ▬▬ ▬▬▬ ▬ ▬▬▬▬ ▬▬ ▬▬ ▬▬▬ ▬ ▬▬▬▬ ▬▬ ▬▬ ▬▬▬ ▬ ▬▬▬▬ ▬▬ ▬▬ ▬▬▬ ▬ ▬▬▬▬ ▬▬ ▬▬ ▬▬▬ ▬ ▬▬▬▬ ▬▬ ▬▬ ▬▬▬ ▬ ▬▬▬▬ ▬▬ ▬▬ ▬▬▬ ▬ ▬▬▬▬ ▬▬ ▬▬ ▬▬▬ ▬ ▬▬▬▬ ▬▬ ▬▬ ▬▬▬ ▬ ▬▬▬▬ ▬▬ ▬▬ ▬▬▬ ▬ ▬▬▬▬ ▬▬ ▬▬ ▬▬▬ ▬ ▬▬▬▬ ▬▬ ▬▬ ▬▬▬ ▬ ▬▬▬▬ ▬▬ ▬▬ ▬▬▬ ▬ ▬▬▬▬ ▬▬ ▬▬ ▬▬▬ ▬ ▬▬▬▬ ▬▬ ▬▬ ▬▬▬ ▬ ▬▬▬▬ ▬▬ ▬▬ ▬▬▬ ▬ ▬▬▬▬ ▬▬ ▬▬ ▬▬▬ ▬ ▬▬▬▬ ▬▬ ▬▬ ▬▬▬ ▬: [158, 706, 264, 804]
gentlemen-notice-ad: [153, 623, 269, 687]
section-subhead: AUSTRALIAN NEWS.: [596, 257, 648, 262]
section-subhead: THE ALLEGED POISONING CASE.: [718, 166, 800, 171]
masthead-rule-bottom: [8, 31, 1106, 32]
masthead: NEW ZEALAND TIMES, TUESDAY, APRIL 30, 1878.: [321, 6, 793, 25]
column-commercial: [147, 38, 275, 1394]
ad-title: SUN FIRE OFFICE, LONDON.: [303, 825, 393, 833]
filler-text: ▬▬ ▬▬▬ ▬ ▬▬▬▬ ▬▬ ▬▬ ▬▬▬ ▬ ▬▬▬▬ ▬▬ ▬▬ ▬▬▬ ▬ ▬▬▬▬ ▬▬ ▬▬ ▬▬▬ ▬ ▬▬▬▬ ▬▬ ▬▬ ▬▬▬ ▬ ▬▬▬▬ ▬▬ ▬▬ ▬▬▬ ▬ ▬▬▬▬ ▬▬ ▬▬ ▬▬▬ ▬ ▬▬▬▬ ▬▬ ▬▬ ▬▬▬ ▬ ▬▬▬▬ ▬▬ ▬▬ ▬▬▬ ▬ ▬▬▬▬ ▬▬ ▬▬ ▬▬▬ ▬ ▬▬▬▬ ▬▬ ▬▬ ▬▬▬ ▬ ▬▬▬▬ ▬▬ ▬▬ ▬▬▬ ▬ ▬▬▬▬ ▬▬ ▬▬ ▬▬▬ ▬ ▬▬▬▬ ▬▬ ▬▬ ▬▬▬ ▬ ▬▬▬▬ ▬▬ ▬▬ ▬▬▬ ▬ ▬▬▬▬ ▬▬ ▬▬ ▬▬▬ ▬ ▬▬▬▬ ▬▬ ▬▬ ▬▬▬ ▬ ▬▬▬▬ ▬▬ ▬▬ ▬▬▬ ▬ ▬▬▬▬ ▬▬ ▬▬ ▬▬▬ ▬ ▬▬▬▬ ▬▬ ▬▬ ▬▬▬ ▬ ▬▬▬▬ ▬▬ ▬▬ ▬▬▬ ▬ ▬▬▬▬ ▬▬ ▬▬ ▬▬▬ ▬ ▬▬▬▬ ▬▬ ▬▬ ▬▬▬ ▬ ▬▬▬▬ ▬▬ ▬▬ ▬▬▬ ▬ ▬▬▬▬ ▬▬ ▬▬ ▬▬▬ ▬ ▬▬▬▬: [969, 129, 1104, 183]
section-subhead: ASSAULT ON THE CAPTAIN OF THE GLENLORA.: [15, 602, 133, 608]
filler-text: ▬▬ ▬▬▬ ▬ ▬▬▬▬ ▬▬ ▬▬ ▬▬▬ ▬ ▬▬▬▬ ▬▬ ▬▬ ▬▬▬ ▬ ▬▬▬▬ ▬▬ ▬▬ ▬▬▬ ▬ ▬▬▬▬ ▬▬ ▬▬ ▬▬▬ ▬ ▬▬▬▬ ▬▬ ▬▬ ▬▬▬ ▬ ▬▬▬▬ ▬▬ ▬▬ ▬▬▬ ▬ ▬▬▬▬ ▬▬ ▬▬ ▬▬▬ ▬ ▬▬▬▬ ▬▬ ▬▬ ▬▬▬ ▬ ▬▬▬▬ ▬▬ ▬▬ ▬▬▬ ▬ ▬▬▬▬ ▬▬ ▬▬ ▬▬▬ ▬ ▬▬▬▬ ▬▬ ▬▬ ▬▬▬ ▬ ▬▬▬▬ ▬▬ ▬▬ ▬▬▬ ▬ ▬▬▬▬ ▬▬ ▬▬ ▬▬▬ ▬ ▬▬▬▬ ▬▬ ▬▬ ▬▬▬ ▬ ▬▬▬▬ ▬▬ ▬▬ ▬▬▬ ▬ ▬▬▬▬ ▬▬ ▬▬ ▬▬▬ ▬ ▬▬▬▬ ▬▬ ▬▬ ▬▬▬ ▬ ▬▬▬▬ ▬▬ ▬▬ ▬▬▬ ▬ ▬▬▬▬ ▬▬ ▬▬ ▬▬▬ ▬ ▬▬▬▬ ▬▬ ▬▬ ▬▬▬ ▬ ▬▬▬▬ ▬▬ ▬▬ ▬▬▬ ▬ ▬▬▬▬ ▬▬ ▬▬ ▬▬▬ ▬ ▬▬▬▬ ▬▬ ▬▬ ▬▬▬ ▬ ▬▬▬▬ ▬▬ ▬▬ ▬▬▬ ▬ ▬▬▬▬ ▬▬ ▬▬ ▬▬▬ ▬ ▬▬▬▬ ▬▬ ▬▬ ▬▬▬ ▬ ▬▬▬▬ ▬▬ ▬▬ ▬▬▬ ▬ ▬▬▬▬ ▬▬ ▬▬ ▬▬▬ ▬ ▬▬▬▬ ▬▬ ▬▬ ▬▬▬ ▬ ▬▬▬▬ ▬▬ ▬▬ ▬▬▬ ▬ ▬▬▬▬ ▬▬ ▬▬ ▬▬▬ ▬ ▬▬▬▬ ▬▬ ▬▬ ▬▬▬ ▬ ▬▬▬▬ ▬▬ ▬▬ ▬▬▬ ▬ ▬▬▬▬ ▬▬ ▬▬ ▬▬▬ ▬ ▬▬▬▬ ▬▬ ▬▬ ▬▬▬ ▬ ▬▬▬▬ ▬▬ ▬▬ ▬▬▬ ▬ ▬▬▬▬ ▬▬ ▬▬: [10, 340, 138, 424]
section-subhead: PORT OF WELLINGTON.: [44, 53, 104, 58]
filler-text: ▬▬ ▬▬▬ ▬ ▬▬▬▬ ▬▬ ▬▬ ▬▬▬ ▬ ▬▬▬▬ ▬▬ ▬▬ ▬▬▬ ▬ ▬▬▬▬ ▬▬ ▬▬ ▬▬▬ ▬ ▬▬▬▬ ▬▬ ▬▬ ▬▬▬ ▬ ▬▬▬▬ ▬▬ ▬▬ ▬▬▬ ▬ ▬▬▬▬ ▬▬ ▬▬ ▬▬▬ ▬ ▬▬▬▬ ▬▬ ▬▬ ▬▬▬ ▬ ▬▬▬▬ ▬▬ ▬▬ ▬▬▬ ▬ ▬▬▬▬ ▬▬ ▬▬ ▬▬▬ ▬ ▬▬▬▬ ▬▬ ▬▬ ▬▬▬ ▬ ▬▬▬▬ ▬▬ ▬▬ ▬▬▬ ▬ ▬▬▬▬ ▬▬ ▬▬ ▬▬▬ ▬ ▬▬▬▬ ▬▬ ▬▬: [147, 1033, 275, 1063]
ad-line: WILSON & RICHARDSON: [185, 637, 237, 643]
section-subhead: IMPORTS.: [61, 227, 87, 233]
section-subhead: TELEGRAPHIC NEWS.: [594, 323, 650, 328]
section-subhead: PROJECTED DEPARTURES.: [40, 180, 108, 186]
wool-ad: [290, 407, 406, 467]
nz-insurance-ad: [290, 720, 406, 816]
filler-text: ▬▬ ▬▬▬ ▬ ▬▬▬▬ ▬▬ ▬▬ ▬▬▬ ▬ ▬▬▬▬ ▬▬ ▬▬ ▬▬▬ ▬ ▬▬▬▬ ▬▬ ▬▬ ▬▬▬ ▬ ▬▬▬▬ ▬▬ ▬▬ ▬▬▬ ▬ ▬▬▬▬ ▬▬ ▬▬ ▬▬▬ ▬ ▬▬▬▬ ▬▬ ▬▬ ▬▬▬ ▬ ▬▬▬▬ ▬▬ ▬▬ ▬▬▬ ▬ ▬▬▬▬ ▬▬ ▬▬ ▬▬▬ ▬ ▬▬▬▬ ▬▬ ▬▬ ▬▬▬ ▬ ▬▬▬▬ ▬▬ ▬▬ ▬▬▬ ▬ ▬▬▬▬ ▬▬ ▬▬ ▬▬▬ ▬ ▬▬▬▬ ▬▬ ▬▬ ▬▬▬ ▬ ▬▬▬▬ ▬▬ ▬▬ ▬▬▬ ▬ ▬▬▬▬ ▬▬ ▬▬ ▬▬▬ ▬ ▬▬▬▬ ▬▬ ▬▬ ▬▬▬ ▬ ▬▬▬▬ ▬▬ ▬▬ ▬▬▬ ▬ ▬▬▬▬ ▬▬ ▬▬ ▬▬▬ ▬ ▬▬▬▬ ▬▬ ▬▬ ▬▬▬ ▬: [832, 39, 960, 79]
section-subhead: WEATHER REPORT.: [49, 477, 99, 483]
section-subhead: EXPORTS.: [61, 332, 87, 338]
filler-text: ▬▬ ▬▬▬ ▬ ▬▬▬▬ ▬▬ ▬▬ ▬▬▬ ▬ ▬▬▬▬ ▬▬ ▬▬ ▬▬▬ ▬ ▬▬▬▬ ▬▬ ▬▬ ▬▬▬ ▬ ▬▬▬▬ ▬▬ ▬▬ ▬▬▬ ▬ ▬▬▬▬ ▬▬ ▬▬ ▬▬▬ ▬ ▬▬▬▬ ▬▬ ▬▬ ▬▬▬ ▬ ▬▬▬▬ ▬▬ ▬▬ ▬▬▬ ▬ ▬▬▬▬ ▬▬ ▬▬ ▬▬▬ ▬ ▬▬▬▬ ▬▬ ▬▬ ▬▬▬ ▬ ▬▬▬▬ ▬▬ ▬▬ ▬▬▬ ▬ ▬▬▬▬ ▬▬ ▬▬ ▬▬▬ ▬ ▬▬▬▬ ▬▬ ▬▬ ▬▬▬ ▬ ▬▬▬▬ ▬▬ ▬▬ ▬▬▬ ▬ ▬▬▬▬ ▬▬ ▬▬ ▬▬▬ ▬ ▬▬▬▬ ▬▬ ▬▬ ▬▬▬ ▬ ▬▬▬▬ ▬▬ ▬▬ ▬▬▬ ▬ ▬▬▬▬ ▬▬ ▬▬ ▬▬▬ ▬ ▬▬▬▬ ▬▬ ▬▬ ▬▬▬ ▬ ▬▬▬▬ ▬▬ ▬▬ ▬▬▬ ▬ ▬▬▬▬ ▬▬ ▬▬ ▬▬▬ ▬ ▬▬▬▬ ▬▬ ▬▬ ▬▬▬ ▬ ▬▬▬▬ ▬▬ ▬▬ ▬▬▬ ▬ ▬▬▬▬ ▬▬ ▬▬ ▬▬▬ ▬ ▬▬▬▬ ▬▬ ▬▬ ▬▬▬ ▬: [158, 946, 264, 1019]
ad-title: NEW ZEALAND CLOTHING FACTORY.: [167, 544, 255, 560]
ad-title: NOTICE TO GENTLEMEN.: [170, 629, 252, 636]
ad-line: WILSON & RICHARDSON,: [185, 668, 237, 674]
column-divider: [279, 38, 280, 1394]
section-subhead: AMUSEMENTS.: [192, 363, 230, 368]
newspaper-dateline: TUESDAY, APRIL 30, 1878.: [288, 960, 408, 970]
ad-title: NATIONAL INSURANCE COMPANY.: [310, 476, 386, 492]
section-subhead: SAILED.: [64, 132, 84, 138]
filler-text: ▬▬ ▬▬▬ ▬ ▬▬▬▬ ▬▬ ▬▬ ▬▬▬ ▬ ▬▬▬▬ ▬▬ ▬▬ ▬▬▬ ▬ ▬▬▬▬ ▬▬ ▬▬ ▬▬▬ ▬ ▬▬▬▬ ▬▬ ▬▬ ▬▬▬ ▬ ▬▬▬▬ ▬▬ ▬▬ ▬▬▬ ▬ ▬▬▬▬ ▬▬ ▬▬ ▬▬▬ ▬ ▬▬▬▬ ▬▬ ▬▬ ▬▬▬ ▬ ▬▬▬▬ ▬▬ ▬▬ ▬▬▬ ▬ ▬▬▬▬ ▬▬ ▬▬ ▬▬▬ ▬ ▬▬▬▬ ▬▬ ▬▬ ▬▬▬ ▬ ▬▬▬▬ ▬▬ ▬▬ ▬▬▬ ▬ ▬▬▬▬ ▬▬ ▬▬ ▬▬▬ ▬ ▬▬▬▬ ▬▬ ▬▬ ▬▬▬ ▬ ▬▬▬▬ ▬▬ ▬▬ ▬▬▬ ▬ ▬▬▬▬ ▬▬ ▬▬ ▬▬▬ ▬ ▬▬▬▬ ▬▬ ▬▬ ▬▬▬ ▬ ▬▬▬▬ ▬▬ ▬▬ ▬▬▬ ▬ ▬▬▬▬ ▬▬ ▬▬ ▬▬▬ ▬ ▬▬▬▬ ▬▬ ▬▬ ▬▬▬ ▬ ▬▬▬▬ ▬▬ ▬▬ ▬▬▬ ▬ ▬▬▬▬ ▬▬ ▬▬ ▬▬▬ ▬ ▬▬▬▬ ▬▬ ▬▬ ▬▬▬ ▬ ▬▬▬▬ ▬▬ ▬▬ ▬▬▬ ▬ ▬▬▬▬: [10, 77, 138, 130]
ad-line: NEW TIES AND SCARVES: [186, 643, 236, 649]
loan-company-ad: [153, 817, 269, 927]
filler-text: ▬▬ ▬▬▬ ▬ ▬▬▬▬ ▬▬ ▬▬ ▬▬▬ ▬ ▬▬▬▬ ▬▬ ▬▬ ▬▬▬ ▬ ▬▬▬▬ ▬▬ ▬▬ ▬▬▬ ▬ ▬▬▬▬ ▬▬ ▬▬ ▬▬▬ ▬ ▬▬▬▬ ▬▬ ▬▬ ▬▬▬ ▬ ▬▬▬▬ ▬▬ ▬▬ ▬▬▬ ▬ ▬▬▬▬ ▬▬ ▬▬ ▬▬▬ ▬ ▬▬▬▬ ▬▬ ▬▬ ▬▬▬ ▬ ▬▬▬▬ ▬▬ ▬▬ ▬▬▬ ▬ ▬▬▬▬ ▬▬ ▬▬ ▬▬▬ ▬ ▬▬▬▬ ▬▬ ▬▬ ▬▬▬ ▬ ▬▬▬▬ ▬▬ ▬▬ ▬▬▬ ▬ ▬▬▬▬ ▬▬ ▬▬ ▬▬▬ ▬ ▬▬▬▬ ▬▬ ▬▬ ▬▬▬ ▬ ▬▬▬▬ ▬▬ ▬▬ ▬▬▬ ▬ ▬▬▬▬ ▬▬ ▬▬ ▬▬▬ ▬ ▬▬▬▬ ▬▬ ▬▬ ▬▬▬ ▬ ▬▬▬▬ ▬▬ ▬▬ ▬▬▬ ▬ ▬▬▬▬ ▬▬ ▬▬ ▬▬▬ ▬ ▬▬▬▬ ▬▬ ▬▬ ▬▬▬ ▬ ▬▬▬▬ ▬▬ ▬▬ ▬▬▬ ▬ ▬▬▬▬ ▬▬ ▬▬ ▬▬▬ ▬ ▬▬▬▬ ▬▬ ▬▬ ▬▬▬ ▬ ▬▬▬▬ ▬▬ ▬▬ ▬▬▬ ▬ ▬▬▬▬ ▬▬ ▬▬ ▬▬▬ ▬ ▬▬▬▬ ▬▬ ▬▬ ▬▬▬ ▬ ▬▬▬▬ ▬▬ ▬▬ ▬▬▬ ▬ ▬▬▬▬ ▬▬ ▬▬ ▬▬▬ ▬ ▬▬▬▬ ▬▬ ▬▬ ▬▬▬ ▬ ▬▬▬▬ ▬▬ ▬▬ ▬▬▬ ▬ ▬▬▬▬ ▬▬ ▬▬ ▬▬▬ ▬ ▬▬▬▬ ▬▬ ▬▬ ▬▬▬ ▬ ▬▬▬▬ ▬▬ ▬▬ ▬▬▬ ▬ ▬▬▬▬ ▬▬ ▬▬ ▬▬▬ ▬ ▬▬▬▬ ▬▬ ▬▬ ▬▬▬ ▬ ▬▬▬▬ ▬▬ ▬▬ ▬▬▬ ▬ ▬▬▬▬ ▬▬ ▬▬ ▬▬▬ ▬ ▬▬▬▬ ▬▬ ▬▬ ▬▬▬ ▬: [295, 282, 401, 397]
filler-text: ▬▬ ▬▬▬ ▬ ▬▬▬▬ ▬▬ ▬▬ ▬▬▬ ▬ ▬▬▬▬ ▬▬ ▬▬ ▬▬▬ ▬ ▬▬▬▬ ▬▬ ▬▬ ▬▬▬ ▬ ▬▬▬▬ ▬▬ ▬▬ ▬▬▬ ▬ ▬▬▬▬ ▬▬ ▬▬ ▬▬▬ ▬ ▬▬▬▬ ▬▬ ▬▬ ▬▬▬ ▬ ▬▬▬▬ ▬▬ ▬▬ ▬▬▬ ▬ ▬▬▬▬ ▬▬ ▬▬ ▬▬▬ ▬ ▬▬▬▬ ▬▬ ▬▬ ▬▬▬ ▬ ▬▬▬▬ ▬▬ ▬▬ ▬▬▬ ▬ ▬▬▬▬ ▬▬ ▬▬ ▬▬▬ ▬ ▬▬▬▬ ▬▬ ▬▬ ▬▬▬ ▬ ▬▬▬▬ ▬▬ ▬▬ ▬▬▬ ▬ ▬▬▬▬ ▬▬ ▬▬ ▬▬▬ ▬ ▬▬▬▬ ▬▬ ▬▬ ▬▬▬ ▬ ▬▬▬▬ ▬▬ ▬▬ ▬▬▬ ▬ ▬▬▬▬ ▬▬ ▬▬ ▬▬▬ ▬ ▬▬▬▬ ▬▬ ▬▬ ▬▬▬ ▬ ▬▬▬▬ ▬▬ ▬▬ ▬▬▬ ▬ ▬▬▬▬ ▬▬ ▬▬ ▬▬▬ ▬ ▬▬▬▬ ▬▬ ▬▬ ▬▬▬ ▬ ▬▬▬▬ ▬▬ ▬▬ ▬▬▬ ▬ ▬▬▬▬ ▬▬ ▬▬ ▬▬▬ ▬ ▬▬▬▬: [558, 265, 686, 319]
ad-line: NOTICE.: [339, 275, 357, 281]
union-insurance-ad: [290, 593, 406, 716]
column-advertisements: [284, 38, 412, 1394]
ad-title: GREAT SALE OF LAND.: [311, 48, 385, 55]
filler-text: ▬▬ ▬▬▬ ▬ ▬▬▬▬ ▬▬ ▬▬ ▬▬▬ ▬ ▬▬▬▬ ▬▬ ▬▬ ▬▬▬ ▬ ▬▬▬▬ ▬▬ ▬▬ ▬▬▬ ▬ ▬▬▬▬ ▬▬ ▬▬ ▬▬▬ ▬ ▬▬▬▬ ▬▬ ▬▬ ▬▬▬ ▬ ▬▬▬▬ ▬▬ ▬▬ ▬▬▬ ▬ ▬▬▬▬ ▬▬ ▬▬ ▬▬▬ ▬ ▬▬▬▬ ▬▬ ▬▬ ▬▬▬ ▬ ▬▬▬▬ ▬▬ ▬▬ ▬▬▬ ▬ ▬▬▬▬ ▬▬ ▬▬ ▬▬▬ ▬ ▬▬▬▬ ▬▬ ▬▬ ▬▬▬ ▬ ▬▬▬▬ ▬▬ ▬▬ ▬▬▬ ▬ ▬▬▬▬ ▬▬ ▬▬ ▬▬▬ ▬ ▬▬▬▬ ▬▬ ▬▬ ▬▬▬ ▬ ▬▬▬▬ ▬▬ ▬▬ ▬▬▬ ▬ ▬▬▬▬: [10, 140, 138, 176]
filler-text: ▬▬ ▬▬▬ ▬ ▬▬▬▬ ▬▬ ▬▬ ▬▬▬ ▬ ▬▬▬▬ ▬▬ ▬▬ ▬▬▬ ▬ ▬▬▬▬ ▬▬ ▬▬ ▬▬▬ ▬ ▬▬▬▬ ▬▬ ▬▬ ▬▬▬ ▬ ▬▬▬▬ ▬▬ ▬▬ ▬▬▬ ▬ ▬▬▬▬ ▬▬ ▬▬ ▬▬▬ ▬ ▬▬▬▬ ▬▬ ▬▬ ▬▬▬ ▬ ▬▬▬▬ ▬▬ ▬▬ ▬▬▬ ▬ ▬▬▬▬ ▬▬ ▬▬ ▬▬▬ ▬ ▬▬▬▬ ▬▬ ▬▬ ▬▬▬ ▬ ▬▬▬▬ ▬▬ ▬▬ ▬▬▬ ▬ ▬▬▬▬ ▬▬ ▬▬ ▬▬▬ ▬ ▬▬▬▬ ▬▬ ▬▬: [695, 270, 823, 299]
ad-title: UNION INSURANCE COMPANY: [299, 599, 397, 607]
national-insurance-ad: [290, 470, 406, 589]
filler-text: ▬▬ ▬▬▬ ▬ ▬▬▬▬ ▬▬ ▬▬ ▬▬▬ ▬ ▬▬▬▬ ▬▬ ▬▬ ▬▬▬ ▬ ▬▬▬▬ ▬▬ ▬▬ ▬▬▬ ▬ ▬▬▬▬ ▬▬ ▬▬ ▬▬▬ ▬ ▬▬▬▬ ▬▬ ▬▬ ▬▬▬ ▬ ▬▬▬▬ ▬▬ ▬▬ ▬▬▬ ▬ ▬▬▬▬ ▬▬ ▬▬ ▬▬▬ ▬ ▬▬▬▬ ▬▬ ▬▬ ▬▬▬ ▬ ▬▬▬▬ ▬▬ ▬▬ ▬▬▬ ▬ ▬▬▬▬ ▬▬ ▬▬ ▬▬▬ ▬ ▬▬▬▬ ▬▬ ▬▬ ▬▬▬ ▬ ▬▬▬▬ ▬▬ ▬▬ ▬▬▬ ▬ ▬▬▬▬ ▬▬ ▬▬ ▬▬▬ ▬ ▬▬▬▬ ▬▬ ▬▬ ▬▬▬ ▬ ▬▬▬▬ ▬▬ ▬▬ ▬▬▬ ▬ ▬▬▬▬ ▬▬ ▬▬ ▬▬▬ ▬ ▬▬▬▬ ▬▬ ▬▬ ▬▬▬ ▬ ▬▬▬▬ ▬▬ ▬▬ ▬▬▬ ▬ ▬▬▬▬ ▬▬ ▬▬ ▬▬▬ ▬ ▬▬▬▬ ▬▬ ▬▬ ▬▬▬ ▬ ▬▬▬▬ ▬▬ ▬▬ ▬▬▬ ▬ ▬▬▬▬ ▬▬ ▬▬ ▬▬▬ ▬ ▬▬▬▬ ▬▬ ▬▬ ▬▬▬ ▬ ▬▬▬▬ ▬▬ ▬▬ ▬▬▬ ▬ ▬▬▬▬ ▬▬ ▬▬ ▬▬▬ ▬ ▬▬▬▬ ▬▬ ▬▬ ▬▬▬ ▬ ▬▬▬▬ ▬▬ ▬▬ ▬▬▬ ▬ ▬▬▬▬ ▬▬ ▬▬ ▬▬▬ ▬ ▬▬▬▬ ▬▬ ▬▬ ▬▬▬ ▬ ▬▬▬▬ ▬▬ ▬▬ ▬▬▬ ▬ ▬▬▬▬ ▬▬ ▬▬ ▬▬▬ ▬ ▬▬▬▬ ▬▬ ▬▬ ▬▬▬ ▬ ▬▬▬▬ ▬▬ ▬▬ ▬▬▬ ▬ ▬▬▬▬ ▬▬ ▬▬ ▬▬▬ ▬ ▬▬▬▬ ▬▬ ▬▬ ▬▬▬ ▬ ▬▬▬▬ ▬▬ ▬▬ ▬▬▬ ▬ ▬▬▬▬ ▬▬ ▬▬ ▬▬▬ ▬ ▬▬▬▬ ▬▬ ▬▬ ▬▬▬ ▬ ▬▬▬▬ ▬▬ ▬▬ ▬▬▬ ▬ ▬▬▬▬ ▬▬ ▬▬ ▬▬▬ ▬ ▬▬▬▬ ▬▬ ▬▬ ▬▬▬ ▬ ▬▬▬▬ ▬▬ ▬▬ ▬▬▬ ▬ ▬▬▬▬ ▬▬ ▬▬ ▬▬▬ ▬ ▬▬▬▬ ▬▬ ▬▬ ▬▬▬ ▬ ▬▬▬▬ ▬▬ ▬▬ ▬▬▬ ▬ ▬▬▬▬ ▬▬ ▬▬ ▬▬▬ ▬ ▬▬▬▬ ▬▬ ▬▬ ▬▬▬ ▬ ▬▬▬▬ ▬▬ ▬▬ ▬▬▬ ▬ ▬▬▬▬ ▬▬ ▬▬ ▬▬▬ ▬ ▬▬▬▬ ▬▬ ▬▬ ▬▬▬ ▬: [558, 331, 686, 447]
column-divider: [142, 38, 143, 1394]
ad-title: MONEY TO LEND: [183, 696, 239, 704]
land-sale-ad: [290, 42, 406, 155]
section-subhead: SPECIAL TELEGRAM.: [595, 217, 649, 222]
ad-title: NEW ZEALAND INSURANCE COMPANY.: [303, 725, 393, 742]
filler-text: ▬▬ ▬▬▬ ▬ ▬▬▬▬ ▬▬ ▬▬ ▬▬▬ ▬ ▬▬▬▬ ▬▬ ▬▬ ▬▬▬ ▬ ▬▬▬▬ ▬▬ ▬▬ ▬▬▬ ▬ ▬▬▬▬ ▬▬ ▬▬ ▬▬▬ ▬ ▬▬▬▬ ▬▬ ▬▬ ▬▬▬ ▬ ▬▬▬▬ ▬▬ ▬▬ ▬▬▬ ▬ ▬▬▬▬ ▬▬ ▬▬ ▬▬▬ ▬ ▬▬▬▬ ▬▬ ▬▬ ▬▬▬ ▬ ▬▬▬▬ ▬▬ ▬▬ ▬▬▬ ▬ ▬▬▬▬ ▬▬ ▬▬ ▬▬▬ ▬ ▬▬▬▬ ▬▬ ▬▬ ▬▬▬ ▬ ▬▬▬▬ ▬▬ ▬▬ ▬▬▬ ▬ ▬▬▬▬ ▬▬ ▬▬ ▬▬▬ ▬ ▬▬▬▬ ▬▬ ▬▬ ▬▬▬ ▬: [295, 835, 401, 877]
filler-text: ▬▬ ▬▬▬ ▬ ▬▬▬▬ ▬▬ ▬▬ ▬▬▬ ▬ ▬▬▬▬ ▬▬ ▬▬ ▬▬▬ ▬ ▬▬▬▬ ▬▬ ▬▬ ▬▬▬ ▬ ▬▬▬▬ ▬▬ ▬▬ ▬▬▬ ▬ ▬▬▬▬ ▬▬ ▬▬ ▬▬▬ ▬ ▬▬▬▬ ▬▬ ▬▬ ▬▬▬ ▬ ▬▬▬▬ ▬▬ ▬▬ ▬▬▬ ▬ ▬▬▬▬ ▬▬ ▬▬ ▬▬▬ ▬ ▬▬▬▬ ▬▬ ▬▬ ▬▬▬ ▬ ▬▬▬▬ ▬▬ ▬▬ ▬▬▬ ▬ ▬▬▬▬ ▬▬ ▬▬ ▬▬▬ ▬ ▬▬▬▬ ▬▬ ▬▬ ▬▬▬ ▬ ▬▬▬▬ ▬▬ ▬▬ ▬▬▬ ▬ ▬▬▬▬ ▬▬ ▬▬ ▬▬▬ ▬ ▬▬▬▬ ▬▬ ▬▬ ▬▬▬ ▬ ▬▬▬▬ ▬▬ ▬▬ ▬▬▬ ▬ ▬▬▬▬ ▬▬ ▬▬ ▬▬▬ ▬ ▬▬▬▬ ▬▬ ▬▬ ▬▬▬ ▬ ▬▬▬▬ ▬▬ ▬▬ ▬▬▬ ▬ ▬▬▬▬ ▬▬ ▬▬ ▬▬▬ ▬ ▬▬▬▬ ▬▬ ▬▬ ▬▬▬ ▬ ▬▬▬▬ ▬▬ ▬▬ ▬▬▬ ▬ ▬▬▬▬ ▬▬ ▬▬ ▬▬▬ ▬ ▬▬▬▬ ▬▬ ▬▬ ▬▬▬ ▬ ▬▬▬▬ ▬▬ ▬▬ ▬▬▬ ▬ ▬▬▬▬ ▬▬ ▬▬ ▬▬▬ ▬ ▬▬▬▬ ▬▬ ▬▬ ▬▬▬ ▬ ▬▬▬▬ ▬▬ ▬▬ ▬▬▬ ▬ ▬▬▬▬ ▬▬ ▬▬: [558, 39, 686, 104]
filler-text: ▬▬ ▬▬▬ ▬ ▬▬▬▬ ▬▬ ▬▬ ▬▬▬ ▬ ▬▬▬▬ ▬▬ ▬▬ ▬▬▬ ▬ ▬▬▬▬ ▬▬ ▬▬ ▬▬▬ ▬ ▬▬▬▬ ▬▬ ▬▬ ▬▬▬ ▬ ▬▬▬▬ ▬▬ ▬▬ ▬▬▬ ▬ ▬▬▬▬ ▬▬ ▬▬ ▬▬▬ ▬ ▬▬▬▬ ▬▬ ▬▬ ▬▬▬ ▬ ▬▬▬▬ ▬▬ ▬▬ ▬▬▬ ▬ ▬▬▬▬ ▬▬ ▬▬ ▬▬▬ ▬ ▬▬▬▬ ▬▬ ▬▬ ▬▬▬ ▬ ▬▬▬▬ ▬▬ ▬▬ ▬▬▬ ▬ ▬▬▬▬ ▬▬ ▬▬ ▬▬▬ ▬: [295, 422, 401, 458]
filler-text: ▬▬ ▬▬▬ ▬ ▬▬▬▬ ▬▬ ▬▬ ▬▬▬ ▬ ▬▬▬▬ ▬▬ ▬▬ ▬▬▬ ▬ ▬▬▬▬ ▬▬ ▬▬ ▬▬▬ ▬ ▬▬▬▬ ▬▬ ▬▬ ▬▬▬ ▬ ▬▬▬▬ ▬▬ ▬▬ ▬▬▬ ▬ ▬▬▬▬ ▬▬ ▬▬ ▬▬▬ ▬ ▬▬▬▬ ▬▬ ▬▬ ▬▬▬ ▬ ▬▬▬▬ ▬▬ ▬▬ ▬▬▬ ▬ ▬▬▬▬ ▬▬ ▬▬ ▬▬▬ ▬ ▬▬▬▬ ▬▬ ▬▬ ▬▬▬ ▬ ▬▬▬▬ ▬▬ ▬▬ ▬▬▬ ▬ ▬▬▬▬ ▬▬ ▬▬ ▬▬▬ ▬ ▬▬▬▬ ▬▬ ▬▬ ▬▬▬ ▬ ▬▬▬▬ ▬▬ ▬▬ ▬▬▬ ▬ ▬▬▬▬ ▬▬ ▬▬ ▬▬▬ ▬ ▬▬▬▬ ▬▬ ▬▬ ▬▬▬ ▬ ▬▬▬▬ ▬▬ ▬▬ ▬▬▬ ▬ ▬▬▬▬ ▬▬ ▬▬ ▬▬▬ ▬ ▬▬▬▬ ▬▬ ▬▬ ▬▬▬ ▬ ▬▬▬▬ ▬▬ ▬▬ ▬▬▬ ▬ ▬▬▬▬ ▬▬ ▬▬ ▬▬▬ ▬ ▬▬▬▬ ▬▬ ▬▬ ▬▬▬ ▬ ▬▬▬▬ ▬▬ ▬▬ ▬▬▬ ▬ ▬▬▬▬ ▬▬ ▬▬ ▬▬▬ ▬ ▬▬▬▬ ▬▬ ▬▬ ▬▬▬ ▬ ▬▬▬▬ ▬▬ ▬▬ ▬▬▬ ▬ ▬▬▬▬ ▬▬ ▬▬ ▬▬▬ ▬ ▬▬▬▬ ▬▬ ▬▬ ▬▬▬ ▬ ▬▬▬▬ ▬▬ ▬▬ ▬▬▬ ▬ ▬▬▬▬ ▬▬ ▬▬ ▬▬▬ ▬ ▬▬▬▬ ▬▬ ▬▬ ▬▬▬ ▬ ▬▬▬▬ ▬▬ ▬▬ ▬▬▬ ▬ ▬▬▬▬ ▬▬ ▬▬ ▬▬▬ ▬ ▬▬▬▬ ▬▬ ▬▬ ▬▬▬ ▬ ▬▬▬▬ ▬▬ ▬▬ ▬▬▬ ▬ ▬▬▬▬ ▬▬ ▬▬ ▬▬▬ ▬ ▬▬▬▬ ▬▬ ▬▬: [695, 174, 823, 259]
filler-text: ▬▬ ▬▬▬ ▬ ▬▬▬▬ ▬▬ ▬▬ ▬▬▬ ▬ ▬▬▬▬ ▬▬ ▬▬ ▬▬▬ ▬ ▬▬▬▬ ▬▬ ▬▬ ▬▬▬ ▬ ▬▬▬▬ ▬▬ ▬▬ ▬▬▬ ▬ ▬▬▬▬ ▬▬ ▬▬ ▬▬▬ ▬ ▬▬▬▬ ▬▬ ▬▬ ▬▬▬ ▬ ▬▬▬▬ ▬▬ ▬▬ ▬▬▬ ▬ ▬▬▬▬ ▬▬ ▬▬ ▬▬▬ ▬ ▬▬▬▬ ▬▬ ▬▬ ▬▬▬ ▬ ▬▬▬▬ ▬▬ ▬▬ ▬▬▬ ▬ ▬▬▬▬ ▬▬ ▬▬ ▬▬▬ ▬ ▬▬▬▬ ▬▬ ▬▬ ▬▬▬ ▬ ▬▬▬▬ ▬▬ ▬▬ ▬▬▬ ▬ ▬▬▬▬ ▬▬ ▬▬ ▬▬▬ ▬ ▬▬▬▬ ▬▬ ▬▬ ▬▬▬ ▬ ▬▬▬▬ ▬▬ ▬▬ ▬▬▬ ▬ ▬▬▬▬ ▬▬ ▬▬ ▬▬▬ ▬ ▬▬▬▬ ▬▬ ▬▬ ▬▬▬ ▬ ▬▬▬▬ ▬▬ ▬▬ ▬▬▬ ▬ ▬▬▬▬ ▬▬ ▬▬ ▬▬▬ ▬ ▬▬▬▬ ▬▬ ▬▬ ▬▬▬ ▬ ▬▬▬▬ ▬▬ ▬▬ ▬▬▬ ▬ ▬▬▬▬ ▬▬ ▬▬ ▬▬▬ ▬ ▬▬▬▬ ▬▬ ▬▬ ▬▬▬ ▬ ▬▬▬▬ ▬▬ ▬▬ ▬▬▬ ▬ ▬▬▬▬ ▬▬ ▬▬ ▬▬▬ ▬ ▬▬▬▬ ▬▬ ▬▬ ▬▬▬ ▬ ▬▬▬▬ ▬▬ ▬▬ ▬▬▬ ▬ ▬▬▬▬ ▬▬ ▬▬ ▬▬▬ ▬ ▬▬▬▬ ▬▬ ▬▬ ▬▬▬ ▬: [295, 57, 401, 149]
ad-line: ALL THE VERY BEST MANUFACTURES: [172, 662, 250, 668]
filler-text: ▬▬ ▬▬▬ ▬ ▬▬▬▬ ▬▬ ▬▬ ▬▬▬ ▬ ▬▬▬▬ ▬▬ ▬▬ ▬▬▬ ▬ ▬▬▬▬ ▬▬ ▬▬ ▬▬▬ ▬ ▬▬▬▬ ▬▬ ▬▬ ▬▬▬ ▬ ▬▬▬▬ ▬▬ ▬▬ ▬▬▬ ▬ ▬▬▬▬ ▬▬ ▬▬ ▬▬▬ ▬ ▬▬▬▬ ▬▬ ▬▬ ▬▬▬ ▬ ▬▬▬▬ ▬▬ ▬▬ ▬▬▬ ▬ ▬▬▬▬ ▬▬ ▬▬ ▬▬▬ ▬ ▬▬▬▬ ▬▬ ▬▬ ▬▬▬ ▬ ▬▬▬▬ ▬▬ ▬▬ ▬▬▬ ▬ ▬▬▬▬ ▬▬ ▬▬ ▬▬▬ ▬ ▬▬▬▬ ▬▬ ▬▬ ▬▬▬ ▬ ▬▬▬▬ ▬▬ ▬▬ ▬▬▬ ▬ ▬▬▬▬ ▬▬ ▬▬ ▬▬▬ ▬ ▬▬▬▬ ▬▬ ▬▬ ▬▬▬ ▬ ▬▬▬▬ ▬▬ ▬▬ ▬▬▬ ▬ ▬▬▬▬ ▬▬ ▬▬ ▬▬▬ ▬ ▬▬▬▬ ▬▬ ▬▬ ▬▬▬ ▬ ▬▬▬▬ ▬▬ ▬▬ ▬▬▬ ▬ ▬▬▬▬ ▬▬ ▬▬ ▬▬▬ ▬ ▬▬▬▬ ▬▬ ▬▬ ▬▬▬ ▬ ▬▬▬▬ ▬▬ ▬▬ ▬▬▬ ▬ ▬▬▬▬ ▬▬ ▬▬ ▬▬▬ ▬ ▬▬▬▬ ▬▬ ▬▬ ▬▬▬ ▬ ▬▬▬▬ ▬▬ ▬▬ ▬▬▬ ▬ ▬▬▬▬ ▬▬ ▬▬ ▬▬▬ ▬ ▬▬▬▬ ▬▬ ▬▬ ▬▬▬ ▬ ▬▬▬▬ ▬▬ ▬▬ ▬▬▬ ▬ ▬▬▬▬ ▬▬ ▬▬ ▬▬▬ ▬ ▬▬▬▬ ▬▬ ▬▬ ▬▬▬ ▬ ▬▬▬▬ ▬▬ ▬▬ ▬▬▬ ▬ ▬▬▬▬ ▬▬ ▬▬ ▬▬▬ ▬ ▬▬▬▬ ▬▬ ▬▬ ▬▬▬ ▬ ▬▬▬▬ ▬▬ ▬▬ ▬▬▬ ▬ ▬▬▬▬ ▬▬ ▬▬ ▬▬▬ ▬ ▬▬▬▬ ▬▬ ▬▬ ▬▬▬ ▬ ▬▬▬▬ ▬▬ ▬▬ ▬▬▬ ▬ ▬▬▬▬ ▬▬ ▬▬ ▬▬▬ ▬ ▬▬▬▬: [558, 119, 686, 210]
sun-fire-ad: [290, 820, 406, 885]
filler-text: ▬▬ ▬▬▬ ▬ ▬▬▬▬ ▬▬ ▬▬ ▬▬▬ ▬ ▬▬▬▬ ▬▬ ▬▬ ▬▬▬ ▬ ▬▬▬▬ ▬▬ ▬▬ ▬▬▬ ▬ ▬▬▬▬ ▬▬ ▬▬ ▬▬▬ ▬ ▬▬▬▬ ▬▬ ▬▬ ▬▬▬ ▬ ▬▬▬▬ ▬▬ ▬▬ ▬▬▬ ▬ ▬▬▬▬ ▬▬ ▬▬ ▬▬▬ ▬ ▬▬▬▬ ▬▬ ▬▬ ▬▬▬ ▬ ▬▬▬▬ ▬▬ ▬▬ ▬▬▬ ▬ ▬▬▬▬ ▬▬ ▬▬ ▬▬▬ ▬ ▬▬▬▬ ▬▬ ▬▬ ▬▬▬ ▬ ▬▬▬▬ ▬▬ ▬▬ ▬▬▬ ▬ ▬▬▬▬ ▬▬ ▬▬ ▬▬▬ ▬ ▬▬▬▬ ▬▬ ▬▬ ▬▬▬ ▬ ▬▬▬▬ ▬▬ ▬▬ ▬▬▬ ▬ ▬▬▬▬ ▬▬ ▬▬ ▬▬▬ ▬ ▬▬▬▬ ▬▬ ▬▬ ▬▬▬ ▬ ▬▬▬▬ ▬▬ ▬▬ ▬▬▬ ▬ ▬▬▬▬ ▬▬ ▬▬ ▬▬▬ ▬ ▬▬▬▬ ▬▬ ▬▬ ▬▬▬ ▬ ▬▬▬▬ ▬▬ ▬▬ ▬▬▬ ▬ ▬▬▬▬ ▬▬ ▬▬ ▬▬▬ ▬ ▬▬▬▬ ▬▬ ▬▬ ▬▬▬ ▬ ▬▬▬▬ ▬▬ ▬▬ ▬▬▬ ▬ ▬▬▬▬ ▬▬ ▬▬ ▬▬▬ ▬ ▬▬▬▬ ▬▬ ▬▬ ▬▬▬ ▬ ▬▬▬▬ ▬▬ ▬▬ ▬▬▬ ▬ ▬▬▬▬ ▬▬ ▬▬ ▬▬▬ ▬ ▬▬▬▬ ▬▬ ▬▬ ▬▬▬ ▬ ▬▬▬▬ ▬▬ ▬▬ ▬▬▬ ▬ ▬▬▬▬ ▬▬ ▬▬ ▬▬▬ ▬ ▬▬▬▬: [695, 432, 823, 505]
section-subhead: SIR WILLIAM FITZHERBERT AT THE UPPER HUTT.: [975, 108, 1098, 125]
column-divider: [964, 38, 965, 1394]
column-divider: [553, 38, 554, 1394]
section-subhead: ARRIVED.: [61, 69, 87, 75]
filler-text: ▬▬ ▬▬▬ ▬ ▬▬▬▬ ▬▬ ▬▬ ▬▬▬ ▬ ▬▬▬▬ ▬▬ ▬▬ ▬▬▬ ▬ ▬▬▬▬ ▬▬ ▬▬ ▬▬▬ ▬ ▬▬▬▬ ▬▬ ▬▬ ▬▬▬ ▬ ▬▬▬▬ ▬▬ ▬▬ ▬▬▬ ▬ ▬▬▬▬ ▬▬ ▬▬ ▬▬▬ ▬ ▬▬▬▬ ▬▬ ▬▬ ▬▬▬ ▬ ▬▬▬▬ ▬▬ ▬▬ ▬▬▬ ▬ ▬▬▬▬ ▬▬ ▬▬ ▬▬▬ ▬ ▬▬▬▬ ▬▬ ▬▬ ▬▬▬ ▬ ▬▬▬▬ ▬▬ ▬▬ ▬▬▬ ▬ ▬▬▬▬ ▬▬ ▬▬ ▬▬▬ ▬ ▬▬▬▬ ▬▬ ▬▬ ▬▬▬ ▬ ▬▬▬▬ ▬▬ ▬▬ ▬▬▬ ▬ ▬▬▬▬ ▬▬ ▬▬ ▬▬▬ ▬ ▬▬▬▬ ▬▬ ▬▬ ▬▬▬ ▬ ▬▬▬▬ ▬▬ ▬▬ ▬▬▬ ▬ ▬▬▬▬ ▬▬ ▬▬ ▬▬▬ ▬ ▬▬▬▬ ▬▬ ▬▬ ▬▬▬ ▬ ▬▬▬▬ ▬▬ ▬▬ ▬▬▬ ▬ ▬▬▬▬ ▬▬ ▬▬ ▬▬▬ ▬ ▬▬▬▬ ▬▬ ▬▬ ▬▬▬ ▬ ▬▬▬▬ ▬▬ ▬▬ ▬▬▬ ▬ ▬▬▬▬ ▬▬ ▬▬ ▬▬▬ ▬ ▬▬▬▬ ▬▬ ▬▬ ▬▬▬ ▬ ▬▬▬▬ ▬▬ ▬▬ ▬▬▬ ▬ ▬▬▬▬ ▬▬ ▬▬ ▬▬▬ ▬ ▬▬▬▬ ▬▬ ▬▬ ▬▬▬ ▬ ▬▬▬▬ ▬▬ ▬▬ ▬▬▬ ▬ ▬▬▬▬ ▬▬ ▬▬ ▬▬▬ ▬ ▬▬▬▬ ▬▬ ▬▬ ▬▬▬ ▬ ▬▬▬▬ ▬▬ ▬▬ ▬▬▬ ▬ ▬▬▬▬ ▬▬ ▬▬ ▬▬▬ ▬ ▬▬▬▬ ▬▬ ▬▬ ▬▬▬ ▬ ▬▬▬▬ ▬▬ ▬▬ ▬▬▬ ▬ ▬▬▬▬ ▬▬ ▬▬ ▬▬▬ ▬ ▬▬▬▬ ▬▬ ▬▬: [147, 155, 275, 240]
column-divider: [827, 38, 828, 1394]
filler-text: ▬▬ ▬▬▬ ▬ ▬▬▬▬ ▬▬ ▬▬ ▬▬▬ ▬ ▬▬▬▬ ▬▬ ▬▬ ▬▬▬ ▬ ▬▬▬▬ ▬▬ ▬▬ ▬▬▬ ▬ ▬▬▬▬ ▬▬ ▬▬ ▬▬▬ ▬ ▬▬▬▬ ▬▬ ▬▬ ▬▬▬ ▬ ▬▬▬▬ ▬▬ ▬▬ ▬▬▬ ▬ ▬▬▬▬ ▬▬ ▬▬ ▬▬▬ ▬ ▬▬▬▬ ▬▬ ▬▬ ▬▬▬ ▬ ▬▬▬▬ ▬▬ ▬▬ ▬▬▬ ▬ ▬▬▬▬ ▬▬ ▬▬ ▬▬▬ ▬ ▬▬▬▬ ▬▬ ▬▬ ▬▬▬ ▬ ▬▬▬▬ ▬▬ ▬▬ ▬▬▬ ▬ ▬▬▬▬ ▬▬ ▬▬ ▬▬▬ ▬ ▬▬▬▬ ▬▬ ▬▬ ▬▬▬ ▬ ▬▬▬▬ ▬▬ ▬▬ ▬▬▬ ▬ ▬▬▬▬ ▬▬ ▬▬ ▬▬▬ ▬ ▬▬▬▬ ▬▬ ▬▬ ▬▬▬ ▬ ▬▬▬▬ ▬▬ ▬▬ ▬▬▬ ▬ ▬▬▬▬ ▬▬ ▬▬ ▬▬▬ ▬ ▬▬▬▬ ▬▬ ▬▬ ▬▬▬ ▬ ▬▬▬▬ ▬▬ ▬▬ ▬▬▬ ▬ ▬▬▬▬ ▬▬ ▬▬ ▬▬▬ ▬ ▬▬▬▬ ▬▬ ▬▬ ▬▬▬ ▬ ▬▬▬▬ ▬▬ ▬▬ ▬▬▬ ▬ ▬▬▬▬ ▬▬ ▬▬ ▬▬▬ ▬ ▬▬▬▬ ▬▬ ▬▬ ▬▬▬ ▬ ▬▬▬▬ ▬▬ ▬▬ ▬▬▬ ▬ ▬▬▬▬ ▬▬ ▬▬ ▬▬▬ ▬ ▬▬▬▬ ▬▬ ▬▬ ▬▬▬ ▬ ▬▬▬▬ ▬▬ ▬▬ ▬▬▬ ▬ ▬▬▬▬ ▬▬ ▬▬ ▬▬▬ ▬ ▬▬▬▬ ▬▬ ▬▬ ▬▬▬ ▬ ▬▬▬▬ ▬▬ ▬▬ ▬▬▬ ▬ ▬▬▬▬ ▬▬ ▬▬ ▬▬▬ ▬ ▬▬▬▬ ▬▬ ▬▬ ▬▬▬ ▬ ▬▬▬▬ ▬▬ ▬▬ ▬▬▬ ▬ ▬▬▬▬ ▬▬ ▬▬: [832, 90, 960, 175]
filler-text: ▬▬ ▬▬▬ ▬ ▬▬▬▬ ▬▬ ▬▬ ▬▬▬ ▬ ▬▬▬▬ ▬▬ ▬▬ ▬▬▬ ▬ ▬▬▬▬ ▬▬ ▬▬ ▬▬▬ ▬ ▬▬▬▬ ▬▬ ▬▬ ▬▬▬ ▬ ▬▬▬▬ ▬▬ ▬▬ ▬▬▬ ▬ ▬▬▬▬ ▬▬ ▬▬ ▬▬▬ ▬ ▬▬▬▬ ▬▬ ▬▬ ▬▬▬ ▬ ▬▬▬▬ ▬▬ ▬▬ ▬▬▬ ▬ ▬▬▬▬ ▬▬ ▬▬ ▬▬▬ ▬ ▬▬▬▬ ▬▬ ▬▬ ▬▬▬ ▬ ▬▬▬▬ ▬▬ ▬▬ ▬▬▬ ▬ ▬▬▬▬ ▬▬ ▬▬ ▬▬▬ ▬ ▬▬▬▬ ▬▬ ▬▬ ▬▬▬ ▬ ▬▬▬▬ ▬▬ ▬▬ ▬▬▬ ▬ ▬▬▬▬ ▬▬ ▬▬ ▬▬▬ ▬ ▬▬▬▬ ▬▬ ▬▬ ▬▬▬ ▬ ▬▬▬▬ ▬▬ ▬▬ ▬▬▬ ▬ ▬▬▬▬ ▬▬ ▬▬ ▬▬▬ ▬ ▬▬▬▬ ▬▬ ▬▬ ▬▬▬ ▬ ▬▬▬▬ ▬▬ ▬▬ ▬▬▬ ▬ ▬▬▬▬ ▬▬ ▬▬ ▬▬▬ ▬ ▬▬▬▬ ▬▬ ▬▬ ▬▬▬ ▬ ▬▬▬▬ ▬▬ ▬▬ ▬▬▬ ▬ ▬▬▬▬ ▬▬ ▬▬ ▬▬▬ ▬ ▬▬▬▬ ▬▬ ▬▬ ▬▬▬ ▬ ▬▬▬▬ ▬▬ ▬▬ ▬▬▬ ▬ ▬▬▬▬ ▬▬ ▬▬ ▬▬▬ ▬ ▬▬▬▬ ▬▬ ▬▬ ▬▬▬ ▬ ▬▬▬▬ ▬▬ ▬▬ ▬▬▬ ▬ ▬▬▬▬ ▬▬ ▬▬ ▬▬▬ ▬ ▬▬▬▬ ▬▬ ▬▬ ▬▬▬ ▬ ▬▬▬▬ ▬▬ ▬▬ ▬▬▬ ▬ ▬▬▬▬ ▬▬ ▬▬ ▬▬▬ ▬ ▬▬▬▬ ▬▬ ▬▬ ▬▬▬ ▬ ▬▬▬▬ ▬▬ ▬▬ ▬▬▬ ▬ ▬▬▬▬ ▬▬ ▬▬ ▬▬▬ ▬ ▬▬▬▬ ▬▬ ▬▬ ▬▬▬ ▬ ▬▬▬▬ ▬▬ ▬▬ ▬▬▬ ▬ ▬▬▬▬ ▬▬ ▬▬ ▬▬▬ ▬ ▬▬▬▬ ▬▬ ▬▬ ▬▬▬ ▬ ▬▬▬▬ ▬▬ ▬▬ ▬▬▬ ▬ ▬▬▬▬ ▬▬ ▬▬ ▬▬▬ ▬ ▬▬▬▬ ▬▬ ▬▬ ▬▬▬ ▬ ▬▬▬▬ ▬▬ ▬▬ ▬▬▬ ▬ ▬▬▬▬ ▬▬ ▬▬ ▬▬▬ ▬ ▬▬▬▬ ▬▬ ▬▬ ▬▬▬ ▬ ▬▬▬▬ ▬▬ ▬▬ ▬▬▬ ▬ ▬▬▬▬: [695, 312, 823, 421]
filler-text: ▬▬ ▬▬▬ ▬ ▬▬▬▬ ▬▬ ▬▬ ▬▬▬ ▬ ▬▬▬▬ ▬▬ ▬▬ ▬▬▬ ▬ ▬▬▬▬ ▬▬ ▬▬ ▬▬▬ ▬ ▬▬▬▬ ▬▬ ▬▬ ▬▬▬ ▬ ▬▬▬▬ ▬▬ ▬▬ ▬▬▬ ▬ ▬▬▬▬ ▬▬ ▬▬ ▬▬▬ ▬ ▬▬▬▬ ▬▬ ▬▬ ▬▬▬ ▬ ▬▬▬▬ ▬▬ ▬▬ ▬▬▬ ▬ ▬▬▬▬ ▬▬ ▬▬ ▬▬▬ ▬ ▬▬▬▬ ▬▬ ▬▬ ▬▬▬ ▬ ▬▬▬▬ ▬▬ ▬▬ ▬▬▬ ▬ ▬▬▬▬ ▬▬ ▬▬ ▬▬▬ ▬ ▬▬▬▬ ▬▬ ▬▬ ▬▬▬ ▬ ▬▬▬▬ ▬▬ ▬▬ ▬▬▬ ▬ ▬▬▬▬ ▬▬ ▬▬ ▬▬▬ ▬ ▬▬▬▬ ▬▬ ▬▬ ▬▬▬ ▬ ▬▬▬▬ ▬▬ ▬▬ ▬▬▬ ▬ ▬▬▬▬ ▬▬ ▬▬ ▬▬▬ ▬ ▬▬▬▬ ▬▬ ▬▬ ▬▬▬ ▬ ▬▬▬▬ ▬▬ ▬▬ ▬▬▬ ▬ ▬▬▬▬ ▬▬ ▬▬ ▬▬▬ ▬ ▬▬▬▬ ▬▬ ▬▬ ▬▬▬ ▬ ▬▬▬▬ ▬▬ ▬▬ ▬▬▬ ▬ ▬▬▬▬ ▬▬ ▬▬ ▬▬▬ ▬ ▬▬▬▬ ▬▬ ▬▬ ▬▬▬ ▬ ▬▬▬▬ ▬▬ ▬▬ ▬▬▬ ▬ ▬▬▬▬ ▬▬ ▬▬ ▬▬▬ ▬ ▬▬▬▬ ▬▬ ▬▬ ▬▬▬ ▬: [158, 832, 264, 918]
filler-text: ▬▬ ▬▬▬ ▬ ▬▬▬▬ ▬▬ ▬▬ ▬▬▬ ▬ ▬▬▬▬ ▬▬ ▬▬ ▬▬▬ ▬ ▬▬▬▬ ▬▬ ▬▬ ▬▬▬ ▬ ▬▬▬▬ ▬▬ ▬▬ ▬▬▬ ▬ ▬▬▬▬ ▬▬ ▬▬ ▬▬▬ ▬ ▬▬▬▬ ▬▬ ▬▬ ▬▬▬ ▬ ▬▬▬▬ ▬▬ ▬▬ ▬▬▬ ▬ ▬▬▬▬ ▬▬ ▬▬ ▬▬▬ ▬ ▬▬▬▬ ▬▬ ▬▬ ▬▬▬ ▬ ▬▬▬▬ ▬▬ ▬▬ ▬▬▬ ▬ ▬▬▬▬ ▬▬ ▬▬ ▬▬▬ ▬ ▬▬▬▬ ▬▬ ▬▬ ▬▬▬ ▬ ▬▬▬▬ ▬▬ ▬▬ ▬▬▬ ▬ ▬▬▬▬ ▬▬ ▬▬ ▬▬▬ ▬ ▬▬▬▬ ▬▬ ▬▬ ▬▬▬ ▬ ▬▬▬▬ ▬▬ ▬▬ ▬▬▬ ▬ ▬▬▬▬ ▬▬ ▬▬ ▬▬▬ ▬ ▬▬▬▬ ▬▬ ▬▬ ▬▬▬ ▬ ▬▬▬▬ ▬▬ ▬▬ ▬▬▬ ▬ ▬▬▬▬ ▬▬ ▬▬ ▬▬▬ ▬ ▬▬▬▬ ▬▬ ▬▬ ▬▬▬ ▬ ▬▬▬▬ ▬▬ ▬▬ ▬▬▬ ▬ ▬▬▬▬ ▬▬ ▬▬ ▬▬▬ ▬ ▬▬▬▬ ▬▬ ▬▬ ▬▬▬ ▬ ▬▬▬▬ ▬▬ ▬▬ ▬▬▬ ▬ ▬▬▬▬ ▬▬ ▬▬ ▬▬▬ ▬ ▬▬▬▬ ▬▬ ▬▬ ▬▬▬ ▬ ▬▬▬▬ ▬▬ ▬▬ ▬▬▬ ▬ ▬▬▬▬ ▬▬ ▬▬: [695, 526, 823, 593]
ad-title: THE COLONIAL INSURANCE COMPANY OF NEW ZEALAND, FIRE AND MARINE.: [300, 250, 396, 274]
ad-line: NEW SHAPES IN HATS: [188, 649, 234, 655]
filler-text: ▬▬ ▬▬▬ ▬ ▬▬▬▬ ▬▬ ▬▬ ▬▬▬ ▬ ▬▬▬▬ ▬▬ ▬▬ ▬▬▬ ▬ ▬▬▬▬ ▬▬ ▬▬ ▬▬▬ ▬ ▬▬▬▬ ▬▬ ▬▬ ▬▬▬ ▬ ▬▬▬▬ ▬▬ ▬▬ ▬▬▬ ▬ ▬▬▬▬ ▬▬ ▬▬ ▬▬▬ ▬ ▬▬▬▬ ▬▬ ▬▬ ▬▬▬ ▬ ▬▬▬▬ ▬▬ ▬▬ ▬▬▬ ▬ ▬▬▬▬ ▬▬ ▬▬ ▬▬▬ ▬ ▬▬▬▬ ▬▬ ▬▬ ▬▬▬ ▬ ▬▬▬▬ ▬▬ ▬▬ ▬▬▬ ▬ ▬▬▬▬ ▬▬ ▬▬ ▬▬▬ ▬ ▬▬▬▬ ▬▬ ▬▬ ▬▬▬ ▬ ▬▬▬▬ ▬▬ ▬▬ ▬▬▬ ▬ ▬▬▬▬ ▬▬ ▬▬ ▬▬▬ ▬ ▬▬▬▬ ▬▬ ▬▬ ▬▬▬ ▬: [158, 562, 264, 610]
ad-line: NEW WINTER HOSIERY: [187, 656, 235, 662]
filler-text: ▬▬ ▬▬▬ ▬ ▬▬▬▬ ▬▬ ▬▬ ▬▬▬ ▬ ▬▬▬▬ ▬▬ ▬▬ ▬▬▬ ▬ ▬▬▬▬ ▬▬ ▬▬ ▬▬▬ ▬ ▬▬▬▬ ▬▬ ▬▬ ▬▬▬ ▬ ▬▬▬▬ ▬▬ ▬▬ ▬▬▬ ▬ ▬▬▬▬ ▬▬ ▬▬ ▬▬▬ ▬ ▬▬▬▬ ▬▬ ▬▬ ▬▬▬ ▬ ▬▬▬▬ ▬▬ ▬▬ ▬▬▬ ▬ ▬▬▬▬ ▬▬ ▬▬ ▬▬▬ ▬ ▬▬▬▬ ▬▬ ▬▬ ▬▬▬ ▬ ▬▬▬▬ ▬▬ ▬▬ ▬▬▬ ▬ ▬▬▬▬ ▬▬ ▬▬ ▬▬▬ ▬ ▬▬▬▬ ▬▬ ▬▬ ▬▬▬ ▬ ▬▬▬▬ ▬▬ ▬▬ ▬▬▬ ▬ ▬▬▬▬ ▬▬ ▬▬ ▬▬▬ ▬ ▬▬▬▬ ▬▬ ▬▬ ▬▬▬ ▬ ▬▬▬▬ ▬▬ ▬▬ ▬▬▬ ▬ ▬▬▬▬ ▬▬ ▬▬ ▬▬▬ ▬ ▬▬▬▬ ▬▬ ▬▬ ▬▬▬ ▬ ▬▬▬▬ ▬▬ ▬▬ ▬▬▬ ▬ ▬▬▬▬ ▬▬ ▬▬ ▬▬▬ ▬ ▬▬▬▬ ▬▬ ▬▬ ▬▬▬ ▬ ▬▬▬▬ ▬▬ ▬▬ ▬▬▬ ▬ ▬▬▬▬ ▬▬ ▬▬ ▬▬▬ ▬ ▬▬▬▬ ▬▬ ▬▬ ▬▬▬ ▬ ▬▬▬▬ ▬▬ ▬▬ ▬▬▬ ▬ ▬▬▬▬ ▬▬ ▬▬ ▬▬▬ ▬ ▬▬▬▬ ▬▬ ▬▬ ▬▬▬ ▬ ▬▬▬▬ ▬▬ ▬▬ ▬▬▬ ▬ ▬▬▬▬ ▬▬ ▬▬ ▬▬▬ ▬ ▬▬▬▬ ▬▬ ▬▬ ▬▬▬ ▬ ▬▬▬▬ ▬▬ ▬▬ ▬▬▬ ▬ ▬▬▬▬ ▬▬ ▬▬ ▬▬▬ ▬ ▬▬▬▬ ▬▬ ▬▬ ▬▬▬ ▬ ▬▬▬▬ ▬▬ ▬▬ ▬▬▬ ▬ ▬▬▬▬ ▬▬ ▬▬ ▬▬▬ ▬ ▬▬▬▬ ▬▬ ▬▬ ▬▬▬ ▬ ▬▬▬▬ ▬▬ ▬▬ ▬▬▬ ▬ ▬▬▬▬ ▬▬ ▬▬ ▬▬▬ ▬ ▬▬▬▬: [147, 53, 275, 144]
filler-text: ▬▬ ▬▬▬ ▬ ▬▬▬▬ ▬▬ ▬▬ ▬▬▬ ▬ ▬▬▬▬ ▬▬ ▬▬ ▬▬▬ ▬ ▬▬▬▬ ▬▬ ▬▬ ▬▬▬ ▬ ▬▬▬▬ ▬▬ ▬▬ ▬▬▬ ▬ ▬▬▬▬ ▬▬ ▬▬ ▬▬▬ ▬ ▬▬▬▬ ▬▬ ▬▬ ▬▬▬ ▬ ▬▬▬▬ ▬▬ ▬▬ ▬▬▬ ▬ ▬▬▬▬ ▬▬ ▬▬ ▬▬▬ ▬ ▬▬▬▬ ▬▬ ▬▬ ▬▬▬ ▬ ▬▬▬▬ ▬▬ ▬▬ ▬▬▬ ▬ ▬▬▬▬ ▬▬ ▬▬ ▬▬▬ ▬ ▬▬▬▬ ▬▬ ▬▬ ▬▬▬ ▬ ▬▬▬▬ ▬▬ ▬▬ ▬▬▬ ▬ ▬▬▬▬ ▬▬ ▬▬ ▬▬▬ ▬ ▬▬▬▬ ▬▬ ▬▬ ▬▬▬ ▬ ▬▬▬▬ ▬▬ ▬▬ ▬▬▬ ▬ ▬▬▬▬ ▬▬ ▬▬ ▬▬▬ ▬ ▬▬▬▬ ▬▬ ▬▬ ▬▬▬ ▬ ▬▬▬▬ ▬▬ ▬▬ ▬▬▬ ▬ ▬▬▬▬ ▬▬ ▬▬ ▬▬▬ ▬ ▬▬▬▬ ▬▬ ▬▬ ▬▬▬ ▬ ▬▬▬▬ ▬▬ ▬▬ ▬▬▬ ▬ ▬▬▬▬ ▬▬ ▬▬ ▬▬▬ ▬ ▬▬▬▬ ▬▬ ▬▬ ▬▬▬ ▬ ▬▬▬▬ ▬▬ ▬▬ ▬▬▬ ▬ ▬▬▬▬ ▬▬ ▬▬ ▬▬▬ ▬ ▬▬▬▬ ▬▬ ▬▬ ▬▬▬ ▬ ▬▬▬▬ ▬▬ ▬▬ ▬▬▬ ▬ ▬▬▬▬ ▬▬ ▬▬ ▬▬▬ ▬ ▬▬▬▬ ▬▬ ▬▬ ▬▬▬ ▬ ▬▬▬▬ ▬▬ ▬▬ ▬▬▬ ▬ ▬▬▬▬ ▬▬ ▬▬ ▬▬▬ ▬ ▬▬▬▬ ▬▬ ▬▬ ▬▬▬ ▬ ▬▬▬▬ ▬▬ ▬▬ ▬▬▬ ▬ ▬▬▬▬ ▬▬ ▬▬ ▬▬▬ ▬ ▬▬▬▬ ▬▬ ▬▬ ▬▬▬ ▬ ▬▬▬▬ ▬▬ ▬▬ ▬▬▬ ▬ ▬▬▬▬ ▬▬ ▬▬ ▬▬▬ ▬ ▬▬▬▬ ▬▬ ▬▬ ▬▬▬ ▬ ▬▬▬▬: [10, 235, 138, 327]
section-subhead: SCHOOL MEETINGS.: [870, 82, 922, 87]
section-subhead: ANNUAL MEETING OF THE WELLINGTON STEAM SHIP COMPANY.: [698, 511, 820, 523]
column-leader: [421, 38, 549, 1394]
section-subhead: RESIDENT MAGISTRATE'S COURT.: [853, 181, 939, 186]
filler-text: ▬▬ ▬▬▬ ▬ ▬▬▬▬ ▬▬ ▬▬ ▬▬▬ ▬ ▬▬▬▬ ▬▬ ▬▬ ▬▬▬ ▬ ▬▬▬▬ ▬▬ ▬▬ ▬▬▬ ▬ ▬▬▬▬ ▬▬ ▬▬ ▬▬▬ ▬ ▬▬▬▬ ▬▬ ▬▬ ▬▬▬ ▬ ▬▬▬▬ ▬▬ ▬▬ ▬▬▬ ▬ ▬▬▬▬ ▬▬ ▬▬ ▬▬▬ ▬ ▬▬▬▬ ▬▬ ▬▬ ▬▬▬ ▬ ▬▬▬▬ ▬▬ ▬▬ ▬▬▬ ▬ ▬▬▬▬ ▬▬ ▬▬ ▬▬▬ ▬ ▬▬▬▬ ▬▬ ▬▬ ▬▬▬ ▬ ▬▬▬▬ ▬▬ ▬▬ ▬▬▬ ▬ ▬▬▬▬ ▬▬ ▬▬ ▬▬▬ ▬ ▬▬▬▬ ▬▬ ▬▬ ▬▬▬ ▬ ▬▬▬▬ ▬▬ ▬▬ ▬▬▬ ▬ ▬▬▬▬: [10, 188, 138, 224]
column-cable-news: [558, 38, 686, 1394]
column-meetings: [832, 38, 960, 1394]
column-divider: [416, 38, 417, 1394]
filler-text: ▬▬ ▬▬▬ ▬ ▬▬▬▬ ▬▬ ▬▬ ▬▬▬ ▬ ▬▬▬▬ ▬▬ ▬▬ ▬▬▬ ▬ ▬▬▬▬ ▬▬ ▬▬ ▬▬▬ ▬ ▬▬▬▬ ▬▬ ▬▬ ▬▬▬ ▬ ▬▬▬▬ ▬▬ ▬▬ ▬▬▬ ▬ ▬▬▬▬ ▬▬ ▬▬ ▬▬▬ ▬ ▬▬▬▬ ▬▬ ▬▬ ▬▬▬ ▬ ▬▬▬▬ ▬▬ ▬▬ ▬▬▬ ▬ ▬▬▬▬ ▬▬ ▬▬ ▬▬▬ ▬ ▬▬▬▬ ▬▬ ▬▬ ▬▬▬ ▬ ▬▬▬▬ ▬▬ ▬▬ ▬▬▬ ▬ ▬▬▬▬ ▬▬ ▬▬ ▬▬▬ ▬ ▬▬▬▬ ▬▬ ▬▬ ▬▬▬ ▬ ▬▬▬▬ ▬▬ ▬▬ ▬▬▬ ▬ ▬▬▬▬ ▬▬ ▬▬ ▬▬▬ ▬ ▬▬▬▬ ▬▬ ▬▬ ▬▬▬ ▬ ▬▬▬▬ ▬▬ ▬▬ ▬▬▬ ▬ ▬▬▬▬ ▬▬ ▬▬ ▬▬▬ ▬ ▬▬▬▬ ▬▬ ▬▬ ▬▬▬ ▬ ▬▬▬▬ ▬▬ ▬▬ ▬▬▬ ▬ ▬▬▬▬ ▬▬ ▬▬ ▬▬▬ ▬ ▬▬▬▬ ▬▬ ▬▬ ▬▬▬ ▬ ▬▬▬▬ ▬▬ ▬▬ ▬▬▬ ▬ ▬▬▬▬ ▬▬ ▬▬ ▬▬▬ ▬ ▬▬▬▬ ▬▬ ▬▬ ▬▬▬ ▬ ▬▬▬▬ ▬▬ ▬▬ ▬▬▬ ▬ ▬▬▬▬ ▬▬ ▬▬ ▬▬▬ ▬ ▬▬▬▬ ▬▬ ▬▬ ▬▬▬ ▬ ▬▬▬▬ ▬▬ ▬▬ ▬▬▬ ▬ ▬▬▬▬ ▬▬ ▬▬: [969, 39, 1104, 105]
column-divider: [690, 38, 691, 1394]
colonial-insurance-ad: [290, 244, 406, 403]
filler-text: ▬▬ ▬▬▬ ▬ ▬▬▬▬ ▬▬ ▬▬ ▬▬▬ ▬ ▬▬▬▬ ▬▬ ▬▬ ▬▬▬ ▬ ▬▬▬▬ ▬▬ ▬▬ ▬▬▬ ▬ ▬▬▬▬ ▬▬ ▬▬ ▬▬▬ ▬ ▬▬▬▬ ▬▬ ▬▬ ▬▬▬ ▬ ▬▬▬▬ ▬▬ ▬▬ ▬▬▬ ▬ ▬▬▬▬ ▬▬ ▬▬ ▬▬▬ ▬ ▬▬▬▬ ▬▬ ▬▬ ▬▬▬ ▬ ▬▬▬▬ ▬▬ ▬▬ ▬▬▬ ▬ ▬▬▬▬ ▬▬ ▬▬ ▬▬▬ ▬ ▬▬▬▬ ▬▬ ▬▬ ▬▬▬ ▬ ▬▬▬▬ ▬▬ ▬▬ ▬▬▬ ▬ ▬▬▬▬ ▬▬ ▬▬ ▬▬▬ ▬ ▬▬▬▬ ▬▬ ▬▬ ▬▬▬ ▬ ▬▬▬▬ ▬▬ ▬▬ ▬▬▬ ▬ ▬▬▬▬ ▬▬ ▬▬ ▬▬▬ ▬ ▬▬▬▬ ▬▬ ▬▬ ▬▬▬ ▬ ▬▬▬▬ ▬▬ ▬▬ ▬▬▬ ▬: [147, 494, 275, 534]
filler-text: ▬▬ ▬▬▬ ▬ ▬▬▬▬ ▬▬ ▬▬ ▬▬▬ ▬ ▬▬▬▬ ▬▬ ▬▬ ▬▬▬ ▬ ▬▬▬▬ ▬▬ ▬▬ ▬▬▬ ▬ ▬▬▬▬ ▬▬ ▬▬ ▬▬▬ ▬ ▬▬▬▬ ▬▬ ▬▬ ▬▬▬ ▬ ▬▬▬▬ ▬▬ ▬▬ ▬▬▬ ▬ ▬▬▬▬ ▬▬ ▬▬ ▬▬▬ ▬ ▬▬▬▬ ▬▬ ▬▬ ▬▬▬ ▬ ▬▬▬▬ ▬▬ ▬▬ ▬▬▬ ▬ ▬▬▬▬ ▬▬ ▬▬ ▬▬▬ ▬ ▬▬▬▬ ▬▬ ▬▬ ▬▬▬ ▬ ▬▬▬▬ ▬▬ ▬▬ ▬▬▬ ▬ ▬▬▬▬ ▬▬ ▬▬ ▬▬▬ ▬ ▬▬▬▬ ▬▬ ▬▬ ▬▬▬ ▬ ▬▬▬▬ ▬▬ ▬▬ ▬▬▬ ▬ ▬▬▬▬ ▬▬ ▬▬ ▬▬▬ ▬ ▬▬▬▬ ▬▬ ▬▬ ▬▬▬ ▬ ▬▬▬▬ ▬▬ ▬▬ ▬▬▬ ▬ ▬▬▬▬ ▬▬ ▬▬ ▬▬▬ ▬ ▬▬▬▬ ▬▬ ▬▬ ▬▬▬ ▬ ▬▬▬▬ ▬▬ ▬▬ ▬▬▬ ▬ ▬▬▬▬ ▬▬ ▬▬ ▬▬▬ ▬ ▬▬▬▬ ▬▬ ▬▬ ▬▬▬ ▬ ▬▬▬▬ ▬▬ ▬▬ ▬▬▬ ▬ ▬▬▬▬ ▬▬ ▬▬ ▬▬▬ ▬ ▬▬▬▬ ▬▬ ▬▬ ▬▬▬ ▬ ▬▬▬▬ ▬▬ ▬▬ ▬▬▬ ▬ ▬▬▬▬ ▬▬ ▬▬ ▬▬▬ ▬ ▬▬▬▬ ▬▬ ▬▬ ▬▬▬ ▬ ▬▬▬▬ ▬▬ ▬▬ ▬▬▬ ▬: [295, 494, 401, 584]
section-subhead: BY TELEGRAPH.: [53, 550, 95, 556]
section-subhead: EXPECTED ARRIVALS.: [46, 426, 102, 432]
section-subhead: POST OFFICE NOTICES.: [181, 147, 241, 152]
commercial-heading: COMMERCIAL.: [181, 41, 241, 49]
ad-line: LAMBTON-QUAY.: [193, 674, 229, 680]
column-shipping: [10, 38, 138, 1394]
section-subhead: BIRTH.: [202, 486, 220, 491]
ad-title: LOAN AND DISCOUNT COMPANY: [158, 823, 264, 831]
reapers-ad: [290, 159, 406, 241]
masthead-rule-top: [8, 28, 1106, 29]
section-subhead: NEWS BY CABLE.: [588, 107, 656, 115]
money-to-lend-ad: [153, 691, 269, 814]
column-local-news: [695, 38, 823, 1394]
section-subhead: PORT REGULATIONS.: [732, 304, 786, 309]
high-water-line: High water— 11.21 a.m., 11.45 p.m.: [15, 60, 78, 65]
section-subhead: THE EDUCATION REPORT.: [726, 424, 792, 429]
filler-text: ▬▬ ▬▬▬ ▬ ▬▬▬▬ ▬▬ ▬▬ ▬▬▬ ▬ ▬▬▬▬ ▬▬ ▬▬ ▬▬▬ ▬ ▬▬▬▬ ▬▬ ▬▬ ▬▬▬ ▬ ▬▬▬▬ ▬▬ ▬▬ ▬▬▬ ▬ ▬▬▬▬ ▬▬ ▬▬ ▬▬▬ ▬ ▬▬▬▬ ▬▬ ▬▬ ▬▬▬ ▬ ▬▬▬▬ ▬▬ ▬▬ ▬▬▬ ▬ ▬▬▬▬ ▬▬ ▬▬ ▬▬▬ ▬ ▬▬▬▬ ▬▬ ▬▬ ▬▬▬ ▬ ▬▬▬▬ ▬▬ ▬▬ ▬▬▬ ▬ ▬▬▬▬ ▬▬ ▬▬ ▬▬▬ ▬ ▬▬▬▬ ▬▬ ▬▬ ▬▬▬ ▬ ▬▬▬▬ ▬▬ ▬▬ ▬▬▬ ▬ ▬▬▬▬ ▬▬ ▬▬ ▬▬▬ ▬ ▬▬▬▬ ▬▬ ▬▬ ▬▬▬ ▬ ▬▬▬▬ ▬▬ ▬▬ ▬▬▬ ▬ ▬▬▬▬ ▬▬ ▬▬ ▬▬▬ ▬ ▬▬▬▬ ▬▬ ▬▬ ▬▬▬ ▬: [10, 434, 138, 475]
